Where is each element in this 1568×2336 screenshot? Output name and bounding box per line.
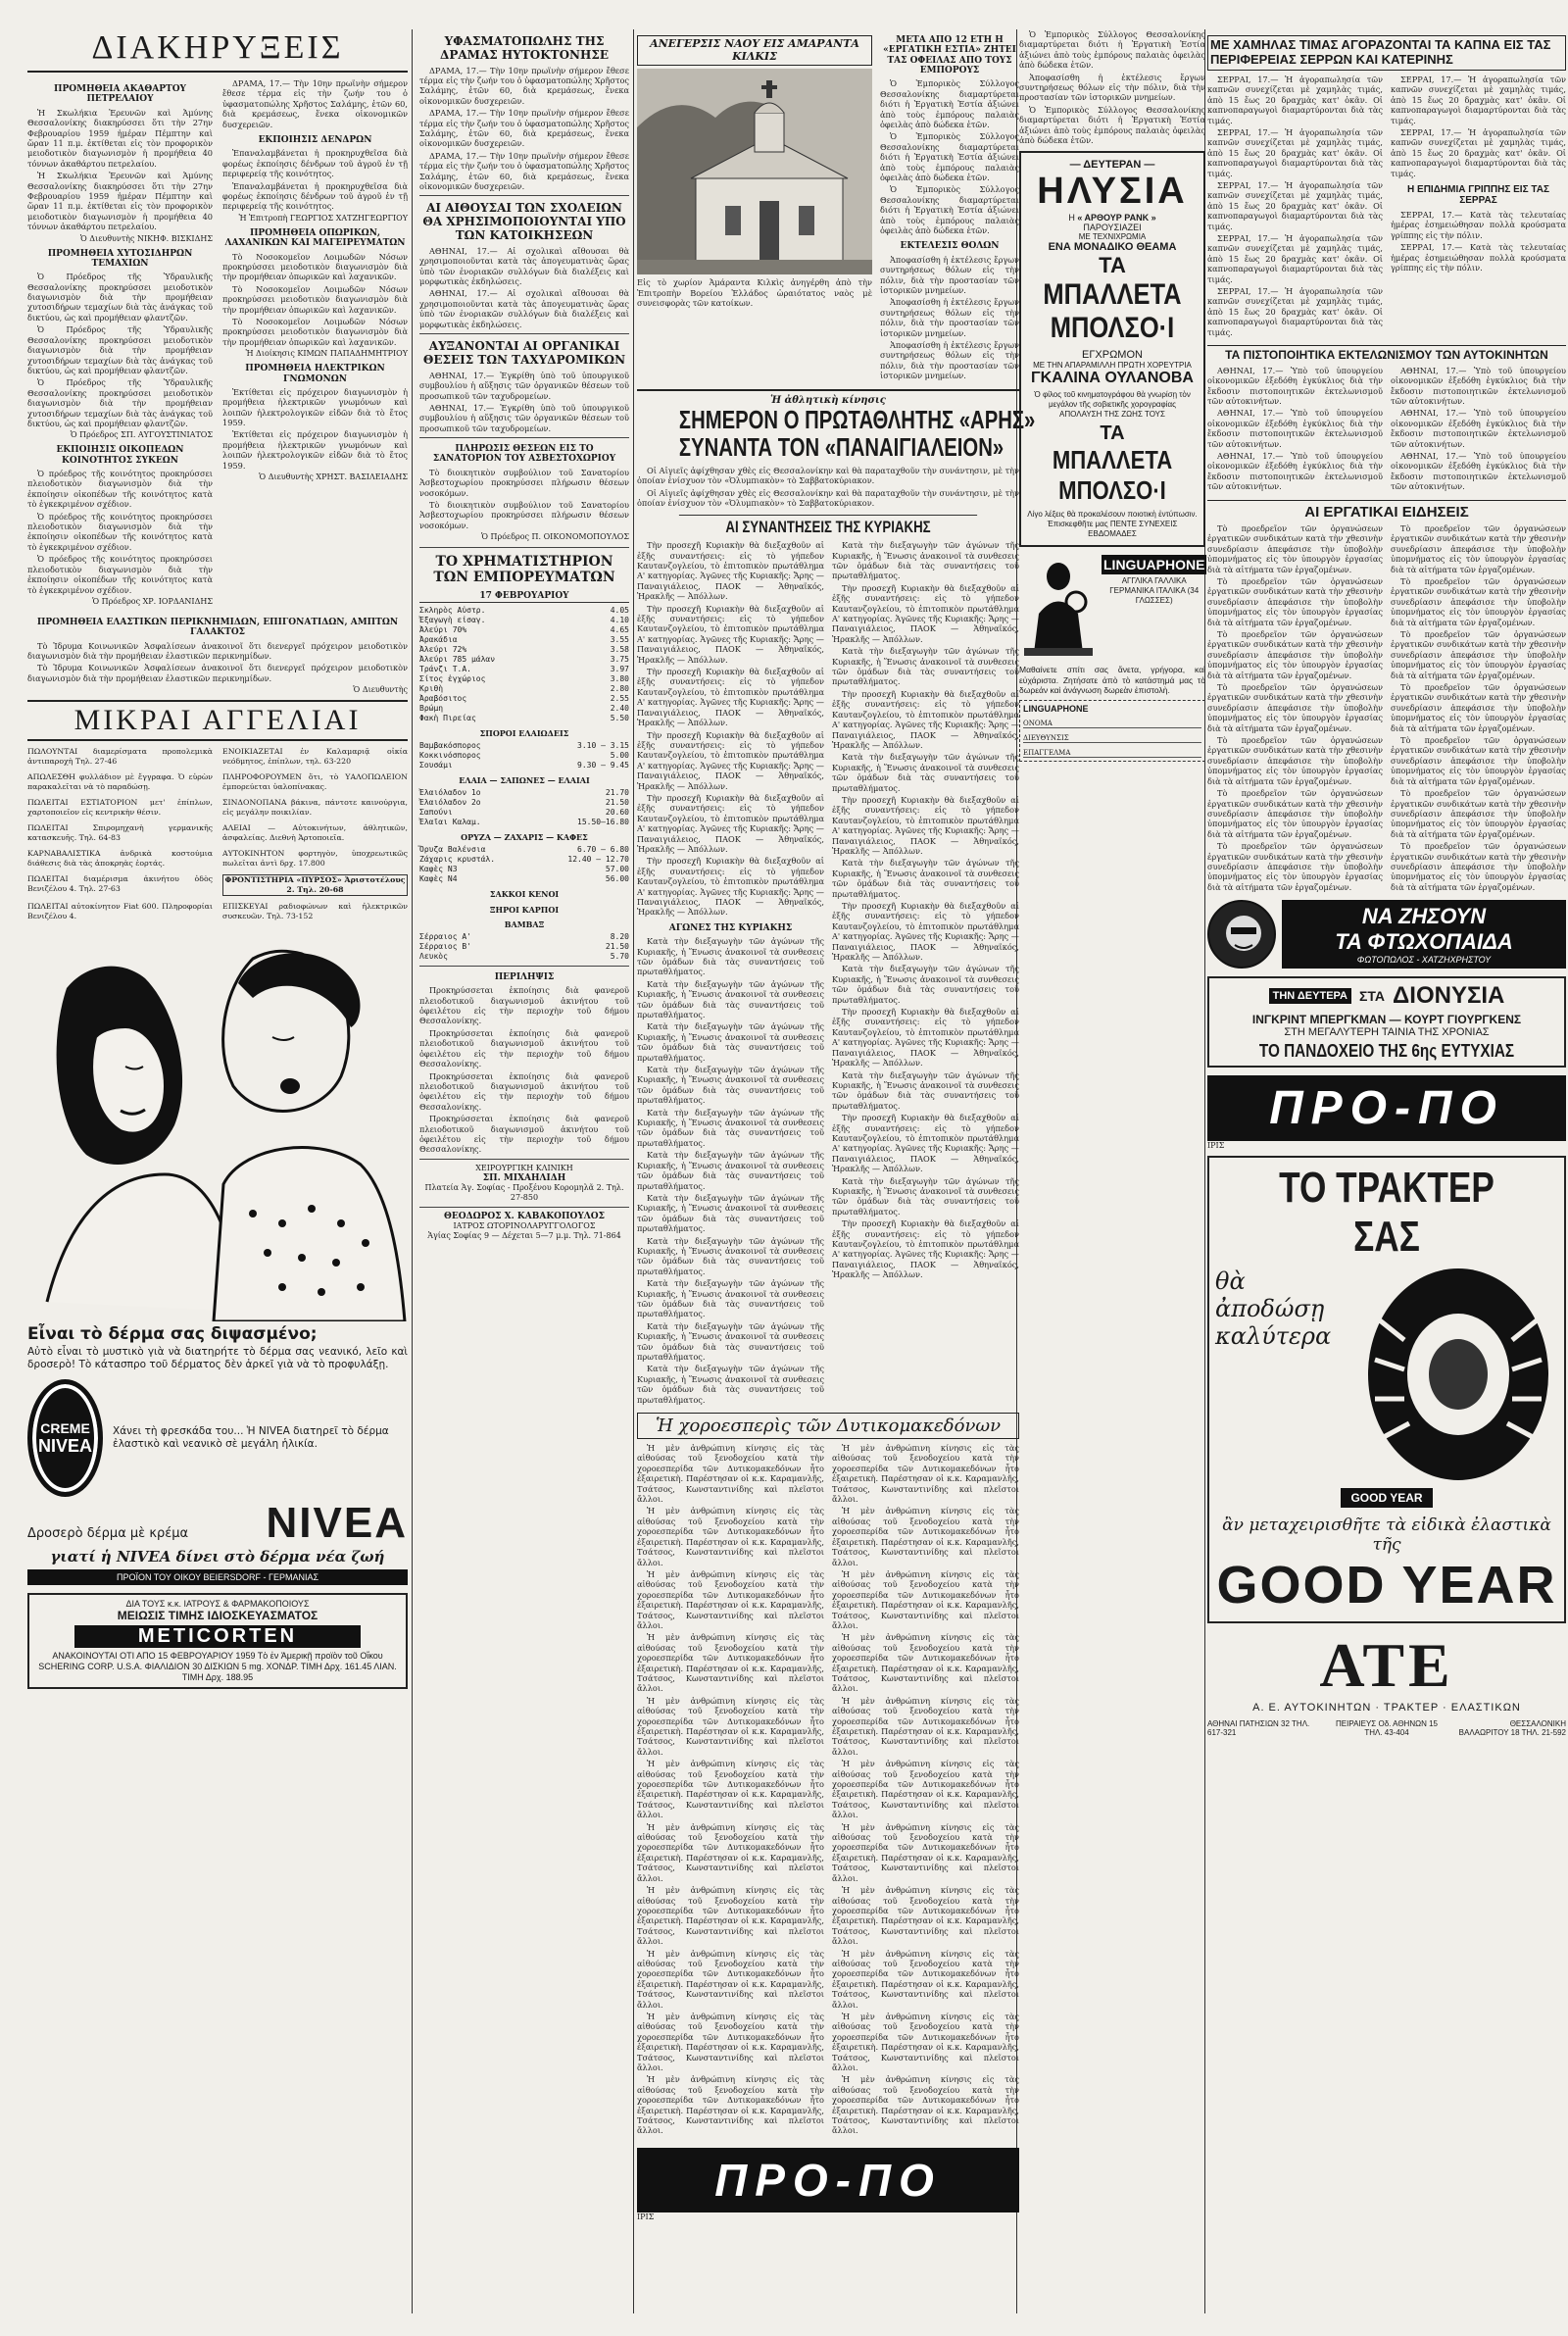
propo-banner: ΠΡΟ-ΠΟ	[1207, 1075, 1566, 1141]
market-row: Σκληρὸς Αὐστρ. 4.05	[419, 605, 629, 615]
market-row: Ἐλαιόλαδον 2ο 21.50	[419, 798, 629, 808]
notice-right	[222, 78, 408, 612]
coupon-field-address: ΔΙΕΥΘΥΝΣΙΣ	[1023, 734, 1201, 743]
ekt-title: ΕΚΤΕΛΕΣΙΣ ΘΟΛΩΝ	[900, 241, 1000, 252]
dance-title: Ἡ χοροεσπερὶς τῶν Δυτικομακεδόνων	[637, 1413, 1019, 1439]
classified-ad: ΠΩΛΕΙΤΑΙ διαμέρισμα ἀκινήτου ὁδὸς Βενιζέλου 4. Τηλ. 27-63	[27, 874, 213, 894]
goodyear-logo: GOOD YEAR	[1216, 1556, 1557, 1615]
church-photo	[637, 69, 872, 274]
market-row: Κριθὴ 2.80	[419, 683, 629, 693]
notice-body: Ὁ Πρόεδρος τῆς Ὑδραυλικῆς Θεσσαλονίκης προκηρύσσει μειοδοτικὸν διαγωνισμὸν διὰ τὴν προμήθειαν χυτοσιδήρων τεμαχίων διὰ τὰς ἀνάγκας τοῦ δικτύου, ὡς καὶ προμήθειαν φλαντζῶν. Ὁ Πρόεδρος τῆς Ὑδραυλικῆς Θεσσαλονίκης προκηρύσσει μειοδοτικὸν διαγωνισμὸν διὰ τὴν προμήθειαν χυτοσιδήρων τεμαχίων διὰ τὰς ἀνάγκας τοῦ δικτύου, ὡς καὶ προμήθειαν φλαντζῶν. Ὁ Πρόεδρος τῆς Ὑδραυλικῆς Θεσσαλονίκης προκηρύσσει μειοδοτικὸν διαγωνισμὸν διὰ τὴν προμήθειαν χυτοσιδήρων τεμαχίων διὰ τὰς ἀνάγκας τοῦ δικτύου, ὡς καὶ προμήθειαν φλαντζῶν.	[27, 272, 213, 428]
notice-signature: Ὁ Διευθυντὴς	[353, 685, 408, 695]
nivea-body: Αὐτὸ εἶναι τὸ μυστικὸ γιὰ νὰ διατηρήτε τὸ δέρμα σας νεανικό, λεῖο καὶ δροσερὸ! Τὸ κάτασπρο τοῦ δέρματος δὲν ἀρκεῖ γιὰ νὰ τὸ προφυλάξῃ.	[27, 1346, 408, 1371]
linguaphone-ad: LINGUAPHONE ΑΓΓΛΙΚΑ ΓΑΛΛΙΚΑ ΓΕΡΜΑΝΙΚΑ ΙΤΑΛΙΚΑ (34 ΓΛΩΣΣΕΣ)	[1019, 555, 1205, 663]
classified-ad: ΠΛΗΡΟΦΟΡΟΥΜΕΝ ὅτι, τὸ ΥΑΛΟΠΩΛΕΙΟΝ ἐμπορεύεται ὑαλοπίνακας.	[222, 772, 408, 792]
market-title: ΤΟ ΧΡΗΜΑΤΙΣΤΗΡΙΟΝ ΤΩΝ ΕΜΠΟΡΕΥΜΑΤΩΝ	[433, 554, 615, 586]
market-row: Φακὴ Πιρείας 5.50	[419, 713, 629, 722]
tractor-tire-icon	[1358, 1262, 1558, 1487]
notice-title: ΠΡΟΜΗΘΕΙΑ ΕΛΑΣΤΙΚΩΝ ΠΕΡΙΚΝΗΜΙΔΩΝ, ΕΠΙΓΟΝΑΤΙΔΩΝ, ΑΜΠΤΩΝ ΓΑΛΑΚΤΟΣ	[36, 617, 399, 638]
market-table	[419, 845, 629, 884]
market-row: Σέρραιος Β' 21.50	[419, 941, 629, 951]
dance-grid: Ἡ μὲν ἀνθρώπινη κίνησις εἰς τὰς αἰθούσας τοῦ ξενοδοχείου κατὰ τὴν χοροεσπερίδα τῶν Δυτικομακεδόνων ἦτο ἐξαιρετικὴ. Παρέστησαν οἱ κ.κ. Καραμανλῆς, Τσάτσος, Κωνσταντινίδης καὶ πλεῖστοι ἄλλοι. Ἡ μὲν ἀνθρώπινη κίνησις εἰς τὰς αἰθούσας τοῦ ξενοδοχείου κατὰ τὴν χοροεσπερίδα τῶν Δυτικομακεδόνων ἦτο ἐξαιρετικὴ. Παρέστησαν οἱ κ.κ. Καραμανλῆς, Τσάτσος, Κωνσταντινίδης καὶ πλεῖστοι ἄλλοι. Ἡ μὲν ἀνθρώπινη κίνησις εἰς τὰς αἰθούσας τοῦ ξενοδοχείου κατὰ τὴν χοροεσπερίδα τῶν Δυτικομακεδόνων ἦτο ἐξαιρετικὴ. Παρέστησαν οἱ κ.κ. Καραμανλῆς, Τσάτσος, Κωνσταντινίδης καὶ πλεῖστοι ἄλλοι. Ἡ μὲν ἀνθρώπινη κίνησις εἰς τὰς αἰθούσας τοῦ ξενοδοχείου κατὰ τὴν χοροεσπερίδα τῶν Δυτικομακεδόνων ἦτο ἐξαιρετικὴ. Παρέστησαν οἱ κ.κ. Καραμανλῆς, Τσάτσος, Κωνσταντινίδης καὶ πλεῖστοι ἄλλοι. Ἡ μὲν ἀνθρώπινη κίνησις εἰς τὰς αἰθούσας τοῦ ξενοδοχείου κατὰ τὴν χοροεσπερίδα τῶν Δυτικομακεδόνων ἦτο ἐξαιρετικὴ. Παρέστησαν οἱ κ.κ. Καραμανλῆς, Τσάτσος, Κωνσταντινίδης καὶ πλεῖστοι ἄλλοι. Ἡ μὲν ἀνθρώπινη κίνησις εἰς τὰς αἰθούσας τοῦ ξενοδοχείου κατὰ τὴν χοροεσπερίδα τῶν Δυτικομακεδόνων ἦτο ἐξαιρετικὴ. Παρέστησαν οἱ κ.κ. Καραμανλῆς, Τσάτσος, Κωνσταντινίδης καὶ πλεῖστοι ἄλλοι. Ἡ μὲν ἀνθρώπινη κίνησις εἰς τὰς αἰθούσας τοῦ ξενοδοχείου κατὰ τὴν χοροεσπερίδα τῶν Δυτικομακεδόνων ἦτο ἐξαιρετικὴ. Παρέστησαν οἱ κ.κ. Καραμανλῆς, Τσάτσος, Κωνσταντινίδης καὶ πλεῖστοι ἄλλοι. Ἡ μὲν ἀνθρώπινη κίνησις εἰς τὰς αἰθούσας τοῦ ξενοδοχείου κατὰ τὴν χοροεσπερίδα τῶν Δυτικομακεδόνων ἦτο ἐξαιρετικὴ. Παρέστησαν οἱ κ.κ. Καραμανλῆς, Τσάτσος, Κωνσταντινίδης καὶ πλεῖστοι ἄλλοι. Ἡ μὲν ἀνθρώπινη κίνησις εἰς τὰς αἰθούσας τοῦ ξενοδοχείου κατὰ τὴν χοροεσπερίδα τῶν Δυτικομακεδόνων ἦτο ἐξαιρετικὴ. Παρέστησαν οἱ κ.κ. Καραμανλῆς, Τσάτσος, Κωνσταντινίδης καὶ πλεῖστοι ἄλλοι. Ἡ μὲν ἀνθρώπινη κίνησις εἰς τὰς αἰθούσας τοῦ ξενοδοχείου κατὰ τὴν χοροεσπερίδα τῶν Δυτικομακεδόνων ἦτο ἐξαιρετικὴ. Παρέστησαν οἱ κ.κ. Καραμανλῆς, Τσάτσος, Κωνσταντινίδης καὶ πλεῖστοι ἄλλοι. Ἡ μὲν ἀνθρώπινη κίνησις εἰς τὰς αἰθούσας τοῦ ξενοδοχείου κατὰ τὴν χοροεσπερίδα τῶν Δυτικομακεδόνων ἦτο ἐξαιρετικὴ. Παρέστησαν οἱ κ.κ. Καραμανλῆς, Τσάτσος, Κωνσταντινίδης καὶ πλεῖστοι ἄλλοι. Ἡ μὲν ἀνθρώπινη κίνησις εἰς τὰς αἰθούσας τοῦ ξενοδοχείου κατὰ τὴν χοροεσπερίδα τῶν Δυτικομακεδόνων ἦτο ἐξαιρετικὴ. Παρέστησαν οἱ κ.κ. Καραμανλῆς, Τσάτσος, Κωνσταντινίδης καὶ πλεῖστοι ἄλλοι. Ἡ μὲν ἀνθρώπινη κίνησις εἰς τὰς αἰθούσας τοῦ ξενοδοχείου κατὰ τὴν χοροεσπερίδα τῶν Δυτικομακεδόνων ἦτο ἐξαιρετικὴ. Παρέστησαν οἱ κ.κ. Καραμανλῆς, Τσάτσος, Κωνσταντινίδης καὶ πλεῖστοι ἄλλοι. Ἡ μὲν ἀνθρώπινη κίνησις εἰς τὰς αἰθούσας τοῦ ξενοδοχείου κατὰ τὴν χοροεσπερίδα τῶν Δυτικομακεδόνων ἦτο ἐξαιρετικὴ. Παρέστησαν οἱ κ.κ. Καραμανλῆς, Τσάτσος, Κωνσταντινίδης καὶ πλεῖστοι ἄλλοι. Ἡ μὲν ἀνθρώπινη κίνησις εἰς τὰς αἰθούσας τοῦ ξενοδοχείου κατὰ τὴν χοροεσπερίδα τῶν Δυτικομακεδόνων ἦτο ἐξαιρετικὴ. Παρέστησαν οἱ κ.κ. Καραμανλῆς, Τσάτσος, Κωνσταντινίδης καὶ πλεῖστοι ἄλλοι. Ἡ μὲν ἀνθρώπινη κίνησις εἰς τὰς αἰθούσας τοῦ ξενοδοχείου κατὰ τὴν χοροεσπερίδα τῶν Δυτικομακεδόνων ἦτο ἐξαιρετικὴ. Παρέστησαν οἱ κ.κ. Καραμανλῆς, Τσάτσος, Κωνσταντινίδης καὶ πλεῖστοι ἄλλοι. Ἡ μὲν ἀνθρώπινη κίνησις εἰς τὰς αἰθούσας τοῦ ξενοδοχείου κατὰ τὴν χοροεσπερίδα τῶν Δυτικομακεδόνων ἦτο ἐξαιρετικὴ. Παρέστησαν οἱ κ.κ. Καραμανλῆς, Τσάτσος, Κωνσταντινίδης καὶ πλεῖστοι ἄλλοι. Ἡ μὲν ἀνθρώπινη κίνησις εἰς τὰς αἰθούσας τοῦ ξενοδοχείου κατὰ τὴν χοροεσπερίδα τῶν Δυτικομακεδόνων ἦτο ἐξαιρετικὴ. Παρέστησαν οἱ κ.κ. Καραμανλῆς, Τσάτσος, Κωνσταντινίδης καὶ πλεῖστοι ἄλλοι. Ἡ μὲν ἀνθρώπινη κίνησις εἰς τὰς αἰθούσας τοῦ ξενοδοχείου κατὰ τὴν χοροεσπερίδα τῶν Δυτικομακεδόνων ἦτο ἐξαιρετικὴ. Παρέστησαν οἱ κ.κ. Καραμανλῆς, Τσάτσος, Κωνσταντινίδης καὶ πλεῖστοι ἄλλοι. Ἡ μὲν ἀνθρώπινη κίνησις εἰς τὰς αἰθούσας τοῦ ξενοδοχείου κατὰ τὴν χοροεσπερίδα τῶν Δυτικομακεδόνων ἦτο ἐξαιρετικὴ. Παρέστησαν οἱ κ.κ. Καραμανλῆς, Τσάτσος, Κωνσταντινίδης καὶ πλεῖστοι ἄλλοι. Ἡ μὲν ἀνθρώπινη κίνησις εἰς τὰς αἰθούσας τοῦ ξενοδοχείου κατὰ τὴν χοροεσπερίδα τῶν Δυτικομακεδόνων ἦτο ἐξαιρετικὴ. Παρέστησαν οἱ κ.κ. Καραμανλῆς, Τσάτσος, Κωνσταντινίδης καὶ πλεῖστοι ἄλλοι. Ἡ μὲν ἀνθρώπινη κίνησις εἰς τὰς αἰθούσας τοῦ ξενοδοχείου κατὰ τὴν χοροεσπερίδα τῶν Δυτικομακεδόνων ἦτο ἐξαιρετικὴ. Παρέστησαν οἱ κ.κ. Καραμανλῆς, Τσάτσος, Κωνσταντινίδης καὶ πλεῖστοι ἄλλοι.	[637, 1443, 1019, 2136]
coupon-field-name: ΟΝΟΜΑ	[1023, 720, 1201, 728]
market-row: Κοκκινόσπορος 5.00	[419, 750, 629, 760]
notice-signature: Ὁ Πρόεδρος ΣΠ. ΑΥΓΟΥΣΤΙΝΙΑΤΟΣ	[70, 430, 213, 440]
market-row: Καφὲς Ν3 57.00	[419, 865, 629, 874]
article-title: ΠΛΗΡΩΣΙΣ ΘΕΣΕΩΝ ΕΙΣ ΤΟ ΣΑΝΑΤΟΡΙΟΝ ΤΟΥ ΑΣΒΕΣΤΟΧΩΡΙΟΥ	[432, 444, 616, 465]
church-caption: Εἰς τὸ χωρίον Ἀμάραντα Κιλκὶς ἀνηγέρθη ἀπὸ τὴν Ἐπιτροπὴν Βορείου Ἑλλάδος ὡραιότατος ναὸς μὲ συνεισφορὰς τῶν κατοίκων.	[637, 277, 872, 309]
ate-offices: ΑΘΗΝΑΙ ΠΑΤΗΣΙΩΝ 32 ΤΗΛ. 617-321 ΠΕΙΡΑΙΕΥΣ Οδ. ΑΘΗΝΩΝ 15 ΤΗΛ. 43-404 ΘΕΣΣΑΛΟΝΙΚΗ ΒΑΛΑΩΡΙΤΟΥ 18 ΤΗΛ. 21-592	[1207, 1719, 1566, 1738]
section-header-classifieds: ΜΙΚΡΑΙ ΑΓΓΕΛΙΑΙ	[27, 700, 408, 741]
classified-ad: ΣΙΝΔΟΝΟΠΑΝΑ βάκινα, πάντοτε καινούργια, εἰς μεγάλην ποικιλίαν.	[222, 798, 408, 818]
ilysia-ad: — ΔΕΥΤΕΡΑΝ — ΗΛΥΣΙΑ Η « ΑΡΘΟΥΡ ΡΑΝΚ » ΠΑΡΟΥΣΙΑΖΕΙ ΜΕ ΤΕΧΝΙΧΡΩΜΙΑ ΕΝΑ ΜΟΝΑΔΙΚΟ ΘΕΑΜΑ ΤΑ ΜΠΑΛΛΕΤΑ ΜΠΟΛΣΟ·Ι ΕΓΧΡΩΜΟΝ ΜΕ ΤΗΝ ΑΠΑΡΑΜΙΛΛΗ ΠΡΩΤΗ ΧΟΡΕΥΤΡΙΑ ΓΚΑΛΙΝΑ ΟΥΛΑΝΟΒΑ Ὁ φίλος τοῦ κινηματογράφου θὰ γνωρίσῃ τὸν μεγάλον τῆς σοβιετικῆς χορογραφίας ΑΠΟΛΑΥΣΗ ΤΗΣ ΖΩΗΣ ΤΟΥΣ ΤΑ ΜΠΑΛΛΕΤΑ ΜΠΟΛΣΟ·Ι Λίγο λέξεις θὰ προκαλέσουν ποιοτικὴ ἐντύπωσιν. Ἐπισκεφθῆτε μας ΠΕΝΤΕ ΣΥΝΕΧΕΙΣ ΕΒΔΟΜΑΔΕΣ	[1019, 151, 1205, 547]
market-row: Ἐλαιόλαδον 1ο 21.70	[419, 788, 629, 798]
classified-ad: ΑΛΕΙΑΙ — Αὐτοκινήτων, ἀθλητικῶν, ἀσφαλείας. Διεθνὴ Ἀρτοποιεῖα.	[222, 823, 408, 843]
church-article	[637, 29, 872, 383]
nivea-logo: NIVEA	[266, 1499, 408, 1548]
article-body: Προκηρύσσεται ἐκποίησις διὰ φανεροῦ πλειοδοτικοῦ διαγωνισμοῦ ἀκινήτου τοῦ ὀφειλέτου εἰς τὴν περιοχὴν τοῦ δήμου Θεσσαλονίκης. Προκηρύσσεται ἐκποίησις διὰ φανεροῦ πλειοδοτικοῦ διαγωνισμοῦ ἀκινήτου τοῦ ὀφειλέτου εἰς τὴν περιοχὴν τοῦ δήμου Θεσσαλονίκης. Προκηρύσσεται ἐκποίησις διὰ φανεροῦ πλειοδοτικοῦ διαγωνισμοῦ ἀκινήτου τοῦ ὀφειλέτου εἰς τὴν περιοχὴν τοῦ δήμου Θεσσαλονίκης. Προκηρύσσεται ἐκποίησις διὰ φανεροῦ πλειοδοτικοῦ διαγωνισμοῦ ἀκινήτου τοῦ ὀφειλέτου εἰς τὴν περιοχὴν τοῦ δήμου Θεσσαλονίκης.	[419, 985, 629, 1155]
nivea-jar-icon: CREME NIVEA	[27, 1379, 103, 1497]
classified-ad: ΚΑΡΝΑΒΑΛΙΣΤΙΚΑ ἀνδρικὰ κοστούμια διάθεσις διὰ τὰς ἀποκρηὰς ἑορτάς.	[27, 849, 213, 869]
ilysia-cinema-name: ΗΛΥΣΙΑ	[1037, 171, 1188, 213]
nivea-badge-row	[27, 1379, 408, 1497]
notice-signature: Ἡ Διοίκησις ΚΙΜΩΝ ΠΑΠΑΔΗΜΗΤΡΙΟΥ	[245, 349, 408, 359]
market-row: Ἐλαῖαι Καλαμ. 15.50—16.80	[419, 818, 629, 827]
meticorten-logo: METICORTEN	[74, 1625, 361, 1648]
classified-ad: ΦΡΟΝΤΙΣΤΗΡΙΑ «ΠΥΡΣΟΣ» Ἀριστοτέλους 2. Τηλ. 20-68	[222, 874, 408, 896]
meticorten-ad: ΔΙΑ ΤΟΥΣ κ.κ. ΙΑΤΡΟΥΣ & ΦΑΡΜΑΚΟΠΟΙΟΥΣ ΜΕΙΩΣΙΣ ΤΙΜΗΣ ΙΔΙΟΣΚΕΥΑΣΜΑΤΟΣ METICORTEN ΑΝΑΚΟΙΝΟΥΤΑΙ ΟΤΙ ΑΠΟ 15 ΦΕΒΡΟΥΑΡΙΟΥ 1959 Τὸ ἐν Ἀμερικῇ προϊὸν τοῦ Οἴκου SCHERING CORP. U.S.A. ΦΙΑΛΙΔΙΟΝ 30 ΔΙΣΚΙΩΝ 5 mg. ΧΟΝΔΡ. ΤΙΜΗ Δρχ. 161.45 ΛΙΑΝ. ΤΙΜΗ Δρχ. 188.95	[27, 1593, 408, 1689]
article-title: ΥΦΑΣΜΑΤΟΠΩΛΗΣ ΤΗΣ ΔΡΑΜΑΣ ΗΥΤΟΚΤΟΝΗΣΕ	[440, 34, 609, 62]
sport-tag: Ἡ ἀθλητικὴ κίνησις	[770, 394, 886, 406]
women-drawing	[27, 929, 408, 1321]
notice-title: ΠΡΟΜΗΘΕΙΑ ΗΛΕΚΤΡΙΚΩΝ ΓΝΩΜΟΝΩΝ	[245, 364, 385, 384]
nivea-slogan: Δροσερὸ δέρμα μὲ κρέμα NIVEA	[27, 1499, 408, 1548]
market-row: Ἀραβόσιτος 2.55	[419, 693, 629, 703]
clinic-ad: ΧΕΙΡΟΥΡΓΙΚΗ ΚΛΙΝΙΚΗ ΣΠ. ΜΙΧΑΗΛΙΔΗ Πλατεία Ἁγ. Σοφίας - Προξένου Κορομηλᾶ 2. Τηλ. 27-850	[424, 1163, 624, 1202]
market-row: Ζάχαρις κρυστάλ. 12.40 — 12.70	[419, 855, 629, 865]
sport-grid: Τὴν προσεχῆ Κυριακὴν θὰ διεξαχθοῦν αἱ ἑξῆς συναντήσεις: εἰς τὸ γήπεδον Καυτανζογλείου, τὸ ἐπιτοπικὸν πρωτάθλημα Α' κατηγορίας. Ἀγῶνες τῆς Κυριακῆς: Ἄρης — Παναιγιάλειος, ΠΑΟΚ — Ἀθηναϊκός, Ἠρακλῆς — Ἀπόλλων. Τὴν προσεχῆ Κυριακὴν θὰ διεξαχθοῦν αἱ ἑξῆς συναντήσεις: εἰς τὸ γήπεδον Καυτανζογλείου, τὸ ἐπιτοπικὸν πρωτάθλημα Α' κατηγορίας. Ἀγῶνες τῆς Κυριακῆς: Ἄρης — Παναιγιάλειος, ΠΑΟΚ — Ἀθηναϊκός, Ἠρακλῆς — Ἀπόλλων. Τὴν προσεχῆ Κυριακὴν θὰ διεξαχθοῦν αἱ ἑξῆς συναντήσεις: εἰς τὸ γήπεδον Καυτανζογλείου, τὸ ἐπιτοπικὸν πρωτάθλημα Α' κατηγορίας. Ἀγῶνες τῆς Κυριακῆς: Ἄρης — Παναιγιάλειος, ΠΑΟΚ — Ἀθηναϊκός, Ἠρακλῆς — Ἀπόλλων. Τὴν προσεχῆ Κυριακὴν θὰ διεξαχθοῦν αἱ ἑξῆς συναντήσεις: εἰς τὸ γήπεδον Καυτανζογλείου, τὸ ἐπιτοπικὸν πρωτάθλημα Α' κατηγορίας. Ἀγῶνες τῆς Κυριακῆς: Ἄρης — Παναιγιάλειος, ΠΑΟΚ — Ἀθηναϊκός, Ἠρακλῆς — Ἀπόλλων. Τὴν προσεχῆ Κυριακὴν θὰ διεξαχθοῦν αἱ ἑξῆς συναντήσεις: εἰς τὸ γήπεδον Καυτανζογλείου, τὸ ἐπιτοπικὸν πρωτάθλημα Α' κατηγορίας. Ἀγῶνες τῆς Κυριακῆς: Ἄρης — Παναιγιάλειος, ΠΑΟΚ — Ἀθηναϊκός, Ἠρακλῆς — Ἀπόλλων. Τὴν προσεχῆ Κυριακὴν θὰ διεξαχθοῦν αἱ ἑξῆς συναντήσεις: εἰς τὸ γήπεδον Καυτανζογλείου, τὸ ἐπιτοπικὸν πρωτάθλημα Α' κατηγορίας. Ἀγῶνες τῆς Κυριακῆς: Ἄρης — Παναιγιάλειος, ΠΑΟΚ — Ἀθηναϊκός, Ἠρακλῆς — Ἀπόλλων. ΑΓΩΝΕΣ ΤΗΣ ΚΥΡΙΑΚΗΣ Κατὰ τὴν διεξαγωγὴν τῶν ἀγώνων τῆς Κυριακῆς, ἡ Ἕνωσις ἀνακοινοῖ τὰ συνθεσεις τῶν ὁμάδων διὰ τὰς συναντήσεις τοῦ πρωταθλήματος. Κατὰ τὴν διεξαγωγὴν τῶν ἀγώνων τῆς Κυριακῆς, ἡ Ἕνωσις ἀνακοινοῖ τὰ συνθεσεις τῶν ὁμάδων διὰ τὰς συναντήσεις τοῦ πρωταθλήματος. Κατὰ τὴν διεξαγωγὴν τῶν ἀγώνων τῆς Κυριακῆς, ἡ Ἕνωσις ἀνακοινοῖ τὰ συνθεσεις τῶν ὁμάδων διὰ τὰς συναντήσεις τοῦ πρωταθλήματος. Κατὰ τὴν διεξαγωγὴν τῶν ἀγώνων τῆς Κυριακῆς, ἡ Ἕνωσις ἀνακοινοῖ τὰ συνθεσεις τῶν ὁμάδων διὰ τὰς συναντήσεις τοῦ πρωταθλήματος. Κατὰ τὴν διεξαγωγὴν τῶν ἀγώνων τῆς Κυριακῆς, ἡ Ἕνωσις ἀνακοινοῖ τὰ συνθεσεις τῶν ὁμάδων διὰ τὰς συναντήσεις τοῦ πρωταθλήματος. Κατὰ τὴν διεξαγωγὴν τῶν ἀγώνων τῆς Κυριακῆς, ἡ Ἕνωσις ἀνακοινοῖ τὰ συνθεσεις τῶν ὁμάδων διὰ τὰς συναντήσεις τοῦ πρωταθλήματος. Κατὰ τὴν διεξαγωγὴν τῶν ἀγώνων τῆς Κυριακῆς, ἡ Ἕνωσις ἀνακοινοῖ τὰ συνθεσεις τῶν ὁμάδων διὰ τὰς συναντήσεις τοῦ πρωταθλήματος. Κατὰ τὴν διεξαγωγὴν τῶν ἀγώνων τῆς Κυριακῆς, ἡ Ἕνωσις ἀνακοινοῖ τὰ συνθεσεις τῶν ὁμάδων διὰ τὰς συναντήσεις τοῦ πρωταθλήματος. Κατὰ τὴν διεξαγωγὴν τῶν ἀγώνων τῆς Κυριακῆς, ἡ Ἕνωσις ἀνακοινοῖ τὰ συνθεσεις τῶν ὁμάδων διὰ τὰς συναντήσεις τοῦ πρωταθλήματος. Κατὰ τὴν διεξαγωγὴν τῶν ἀγώνων τῆς Κυριακῆς, ἡ Ἕνωσις ἀνακοινοῖ τὰ συνθεσεις τῶν ὁμάδων διὰ τὰς συναντήσεις τοῦ πρωταθλήματος. Κατὰ τὴν διεξαγωγὴν τῶν ἀγώνων τῆς Κυριακῆς, ἡ Ἕνωσις ἀνακοινοῖ τὰ συνθεσεις τῶν ὁμάδων διὰ τὰς συναντήσεις τοῦ πρωταθλήματος. Κατὰ τὴν διεξαγωγὴν τῶν ἀγώνων τῆς Κυριακῆς, ἡ Ἕνωσις ἀνακοινοῖ τὰ συνθεσεις τῶν ὁμάδων διὰ τὰς συναντήσεις τοῦ πρωταθλήματος. Τὴν προσεχῆ Κυριακὴν θὰ διεξαχθοῦν αἱ ἑξῆς συναντήσεις: εἰς τὸ γήπεδον Καυτανζογλείου, τὸ ἐπιτοπικὸν πρωτάθλημα Α' κατηγορίας. Ἀγῶνες τῆς Κυριακῆς: Ἄρης — Παναιγιάλειος, ΠΑΟΚ — Ἀθηναϊκός, Ἠρακλῆς — Ἀπόλλων. Κατὰ τὴν διεξαγωγὴν τῶν ἀγώνων τῆς Κυριακῆς, ἡ Ἕνωσις ἀνακοινοῖ τὰ συνθεσεις τῶν ὁμάδων διὰ τὰς συναντήσεις τοῦ πρωταθλήματος. Τὴν προσεχῆ Κυριακὴν θὰ διεξαχθοῦν αἱ ἑξῆς συναντήσεις: εἰς τὸ γήπεδον Καυτανζογλείου, τὸ ἐπιτοπικὸν πρωτάθλημα Α' κατηγορίας. Ἀγῶνες τῆς Κυριακῆς: Ἄρης — Παναιγιάλειος, ΠΑΟΚ — Ἀθηναϊκός, Ἠρακλῆς — Ἀπόλλων. Κατὰ τὴν διεξαγωγὴν τῶν ἀγώνων τῆς Κυριακῆς, ἡ Ἕνωσις ἀνακοινοῖ τὰ συνθεσεις τῶν ὁμάδων διὰ τὰς συναντήσεις τοῦ πρωταθλήματος. Τὴν προσεχῆ Κυριακὴν θὰ διεξαχθοῦν αἱ ἑξῆς συναντήσεις: εἰς τὸ γήπεδον Καυτανζογλείου, τὸ ἐπιτοπικὸν πρωτάθλημα Α' κατηγορίας. Ἀγῶνες τῆς Κυριακῆς: Ἄρης — Παναιγιάλειος, ΠΑΟΚ — Ἀθηναϊκός, Ἠρακλῆς — Ἀπόλλων. Κατὰ τὴν διεξαγωγὴν τῶν ἀγώνων τῆς Κυριακῆς, ἡ Ἕνωσις ἀνακοινοῖ τὰ συνθεσεις τῶν ὁμάδων διὰ τὰς συναντήσεις τοῦ πρωταθλήματος. Τὴν προσεχῆ Κυριακὴν θὰ διεξαχθοῦν αἱ ἑξῆς συναντήσεις: εἰς τὸ γήπεδον Καυτανζογλείου, τὸ ἐπιτοπικὸν πρωτάθλημα Α' κατηγορίας. Ἀγῶνες τῆς Κυριακῆς: Ἄρης — Παναιγιάλειος, ΠΑΟΚ — Ἀθηναϊκός, Ἠρακλῆς — Ἀπόλλων. Κατὰ τὴν διεξαγωγὴν τῶν ἀγώνων τῆς Κυριακῆς, ἡ Ἕνωσις ἀνακοινοῖ τὰ συνθεσεις τῶν ὁμάδων διὰ τὰς συναντήσεις τοῦ πρωταθλήματος. Τὴν προσεχῆ Κυριακὴν θὰ διεξαχθοῦν αἱ ἑξῆς συναντήσεις: εἰς τὸ γήπεδον Καυτανζογλείου, τὸ ἐπιτοπικὸν πρωτάθλημα Α' κατηγορίας. Ἀγῶνες τῆς Κυριακῆς: Ἄρης — Παναιγιάλειος, ΠΑΟΚ — Ἀθηναϊκός, Ἠρακλῆς — Ἀπόλλων. Κατὰ τὴν διεξαγωγὴν τῶν ἀγώνων τῆς Κυριακῆς, ἡ Ἕνωσις ἀνακοινοῖ τὰ συνθεσεις τῶν ὁμάδων διὰ τὰς συναντήσεις τοῦ πρωταθλήματος. Τὴν προσεχῆ Κυριακὴν θὰ διεξαχθοῦν αἱ ἑξῆς συναντήσεις: εἰς τὸ γήπεδον Καυτανζογλείου, τὸ ἐπιτοπικὸν πρωτάθλημα Α' κατηγορίας. Ἀγῶνες τῆς Κυριακῆς: Ἄρης — Παναιγιάλειος, ΠΑΟΚ — Ἀθηναϊκός, Ἠρακλῆς — Ἀπόλλων. Κατὰ τὴν διεξαγωγὴν τῶν ἀγώνων τῆς Κυριακῆς, ἡ Ἕνωσις ἀνακοινοῖ τὰ συνθεσεις τῶν ὁμάδων διὰ τὰς συναντήσεις τοῦ πρωταθλήματος. Τὴν προσεχῆ Κυριακὴν θὰ διεξαχθοῦν αἱ ἑξῆς συναντήσεις: εἰς τὸ γήπεδον Καυτανζογλείου, τὸ ἐπιτοπικὸν πρωτάθλημα Α' κατηγορίας. Ἀγῶνες τῆς Κυριακῆς: Ἄρης — Παναιγιάλειος, ΠΑΟΚ — Ἀθηναϊκός, Ἠρακλῆς — Ἀπόλλων.	[637, 540, 1019, 1405]
market-table	[419, 932, 629, 962]
classified-ad: ΠΩΛΕΙΤΑΙ Σπιρομηχανὴ γερμανικῆς κατασκευῆς. Τηλ. 64-83	[27, 823, 213, 843]
column-news-3: ΑΝΕΓΕΡΣΙΣ ΝΑΟΥ ΕΙΣ ΑΜΑΡΑΝΤΑ ΚΙΛΚΙΣ Εἰς τὸ χωρίον Ἀμάραντα Κιλκὶς ἀνηγέρθη ἀπὸ τὴν Ἐπιτροπὴν Βορείου Ἑλλάδος ὡραιότατος ναὸς μὲ συνεισφορὰς τῶν κατοίκων. ΜΕΤΑ ΑΠΟ 12 ΕΤΗ Η «ΕΡΓΑΤΙΚΗ ΕΣΤΙΑ» ΖΗΤΕΙ ΤΑΣ ΟΦΕΙΛΑΣ ΑΠΟ ΤΟΥΣ ΕΜΠΟΡΟΥΣ Ὁ Ἐμπορικὸς Σύλλογος Θεσσαλονίκης διαμαρτύρεται διότι ἡ Ἐργατικὴ Ἑστία ἀξιώνει ἀπὸ τοὺς ἐμπόρους παλαιὰς ὀφειλὰς ἀπὸ δώδεκα ἐτῶν. Ὁ Ἐμπορικὸς Σύλλογος Θεσσαλονίκης διαμαρτύρεται διότι ἡ Ἐργατικὴ Ἑστία ἀξιώνει ἀπὸ τοὺς ἐμπόρους παλαιὰς ὀφειλὰς ἀπὸ δώδεκα ἐτῶν. Ὁ Ἐμπορικὸς Σύλλογος Θεσσαλονίκης διαμαρτύρεται διότι ἡ Ἐργατικὴ Ἑστία ἀξιώνει ἀπὸ τοὺς ἐμπόρους παλαιὰς ὀφειλὰς ἀπὸ δώδεκα ἐτῶν. ΕΚΤΕΛΕΣΙΣ ΘΟΛΩΝ Ἀποφασίσθη ἡ ἐκτέλεσις ἔργων συντηρήσεως θόλων εἰς τὴν πόλιν, διὰ τὴν προστασίαν τῶν ἱστορικῶν μνημείων. Ἀποφασίσθη ἡ ἐκτέλεσις ἔργων συντηρήσεως θόλων εἰς τὴν πόλιν, διὰ τὴν προστασίαν τῶν ἱστορικῶν μνημείων. Ἀποφασίσθη ἡ ἐκτέλεσις ἔργων συντηρήσεως θόλων εἰς τὴν πόλιν, διὰ τὴν προστασίαν τῶν ἱστορικῶν μνημείων. Ἡ ἀθλητικὴ κίνησις ΣΗΜΕΡΟΝ Ο ΠΡΩΤΑΘΛΗΤΗΣ «ΑΡΗΣ» ΣΥΝΑΝΤΑ ΤΟΝ «ΠΑΝΑΙΓΙΑΛΕΙΟΝ» Οἱ Αἰγιεῖς ἀφίχθησαν χθὲς εἰς Θεσσαλονίκην καὶ θὰ παραταχθοῦν τὴν συνάντησιν, μὲ τὴν ὁποίαν ἐνίσχυον τὸν «Ὀλυμπιακὸν» τὸ Σαββατοκύριακον. Οἱ Αἰγιεῖς ἀφίχθησαν χθὲς εἰς Θεσσαλονίκην καὶ θὰ παραταχθοῦν τὴν συνάντησιν, μὲ τὴν ὁποίαν ἐνίσχυον τὸν «Ὀλυμπιακὸν» τὸ Σαββατοκύριακον. ΑΙ ΣΥΝΑΝΤΗΣΕΙΣ ΤΗΣ ΚΥΡΙΑΚΗΣ Τὴν προσεχῆ Κυριακὴν θὰ διεξαχθοῦν αἱ ἑξῆς συναντήσεις: εἰς τὸ γήπεδον Καυτανζογλείου, τὸ ἐπιτοπικὸν πρωτάθλημα Α' κατηγορίας. Ἀγῶνες τῆς Κυριακῆς: Ἄρης — Παναιγιάλειος, ΠΑΟΚ — Ἀθηναϊκός, Ἠρακλῆς — Ἀπόλλων. Τὴν προσεχῆ Κυριακὴν θὰ διεξαχθοῦν αἱ ἑξῆς συναντήσεις: εἰς τὸ γήπεδον Καυτανζογλείου, τὸ ἐπιτοπικὸν πρωτάθλημα Α' κατηγορίας. Ἀγῶνες τῆς Κυριακῆς: Ἄρης — Παναιγιάλειος, ΠΑΟΚ — Ἀθηναϊκός, Ἠρακλῆς — Ἀπόλλων. Τὴν προσεχῆ Κυριακὴν θὰ διεξαχθοῦν αἱ ἑξῆς συναντήσεις: εἰς τὸ γήπεδον Καυτανζογλείου, τὸ ἐπιτοπικὸν πρωτάθλημα Α' κατηγορίας. Ἀγῶνες τῆς Κυριακῆς: Ἄρης — Παναιγιάλειος, ΠΑΟΚ — Ἀθηναϊκός, Ἠρακλῆς — Ἀπόλλων. Τὴν προσεχῆ Κυριακὴν θὰ διεξαχθοῦν αἱ ἑξῆς συναντήσεις: εἰς τὸ γήπεδον Καυτανζογλείου, τὸ ἐπιτοπικὸν πρωτάθλημα Α' κατηγορίας. Ἀγῶνες τῆς Κυριακῆς: Ἄρης — Παναιγιάλειος, ΠΑΟΚ — Ἀθηναϊκός, Ἠρακλῆς — Ἀπόλλων. Τὴν προσεχῆ Κυριακὴν θὰ διεξαχθοῦν αἱ ἑξῆς συναντήσεις: εἰς τὸ γήπεδον Καυτανζογλείου, τὸ ἐπιτοπικὸν πρωτάθλημα Α' κατηγορίας. Ἀγῶνες τῆς Κυριακῆς: Ἄρης — Παναιγιάλειος, ΠΑΟΚ — Ἀθηναϊκός, Ἠρακλῆς — Ἀπόλλων. Τὴν προσεχῆ Κυριακὴν θὰ διεξαχθοῦν αἱ ἑξῆς συναντήσεις: εἰς τὸ γήπεδον Καυτανζογλείου, τὸ ἐπιτοπικὸν πρωτάθλημα Α' κατηγορίας. Ἀγῶνες τῆς Κυριακῆς: Ἄρης — Παναιγιάλειος, ΠΑΟΚ — Ἀθηναϊκός, Ἠρακλῆς — Ἀπόλλων. ΑΓΩΝΕΣ ΤΗΣ ΚΥΡΙΑΚΗΣ Κατὰ τὴν διεξαγωγὴν τῶν ἀγώνων τῆς Κυριακῆς, ἡ Ἕνωσις ἀνακοινοῖ τὰ συνθεσεις τῶν ὁμάδων διὰ τὰς συναντήσεις τοῦ πρωταθλήματος. Κατὰ τὴν διεξαγωγὴν τῶν ἀγώνων τῆς Κυριακῆς, ἡ Ἕνωσις ἀνακοινοῖ τὰ συνθεσεις τῶν ὁμάδων διὰ τὰς συναντήσεις τοῦ πρωταθλήματος. Κατὰ τὴν διεξαγωγὴν τῶν ἀγώνων τῆς Κυριακῆς, ἡ Ἕνωσις ἀνακοινοῖ τὰ συνθεσεις τῶν ὁμάδων διὰ τὰς συναντήσεις τοῦ πρωταθλήματος. Κατὰ τὴν διεξαγωγὴν τῶν ἀγώνων τῆς Κυριακῆς, ἡ Ἕνωσις ἀνακοινοῖ τὰ συνθεσεις τῶν ὁμάδων διὰ τὰς συναντήσεις τοῦ πρωταθλήματος. Κατὰ τὴν διεξαγωγὴν τῶν ἀγώνων τῆς Κυριακῆς, ἡ Ἕνωσις ἀνακοινοῖ τὰ συνθεσεις τῶν ὁμάδων διὰ τὰς συναντήσεις τοῦ πρωταθλήματος. Κατὰ τὴν διεξαγωγὴν τῶν ἀγώνων τῆς Κυριακῆς, ἡ Ἕνωσις ἀνακοινοῖ τὰ συνθεσεις τῶν ὁμάδων διὰ τὰς συναντήσεις τοῦ πρωταθλήματος. Κατὰ τὴν διεξαγωγὴν τῶν ἀγώνων τῆς Κυριακῆς, ἡ Ἕνωσις ἀνακοινοῖ τὰ συνθεσεις τῶν ὁμάδων διὰ τὰς συναντήσεις τοῦ πρωταθλήματος. Κατὰ τὴν διεξαγωγὴν τῶν ἀγώνων τῆς Κυριακῆς, ἡ Ἕνωσις ἀνακοινοῖ τὰ συνθεσεις τῶν ὁμάδων διὰ τὰς συναντήσεις τοῦ πρωταθλήματος. Κατὰ τὴν διεξαγωγὴν τῶν ἀγώνων τῆς Κυριακῆς, ἡ Ἕνωσις ἀνακοινοῖ τὰ συνθεσεις τῶν ὁμάδων διὰ τὰς συναντήσεις τοῦ πρωταθλήματος. Κατὰ τὴν διεξαγωγὴν τῶν ἀγώνων τῆς Κυριακῆς, ἡ Ἕνωσις ἀνακοινοῖ τὰ συνθεσεις τῶν ὁμάδων διὰ τὰς συναντήσεις τοῦ πρωταθλήματος. Κατὰ τὴν διεξαγωγὴν τῶν ἀγώνων τῆς Κυριακῆς, ἡ Ἕνωσις ἀνακοινοῖ τὰ συνθεσεις τῶν ὁμάδων διὰ τὰς συναντήσεις τοῦ πρωταθλήματος. Κατὰ τὴν διεξαγωγὴν τῶν ἀγώνων τῆς Κυριακῆς, ἡ Ἕνωσις ἀνακοινοῖ τὰ συνθεσεις τῶν ὁμάδων διὰ τὰς συναντήσεις τοῦ πρωταθλήματος. Τὴν προσεχῆ Κυριακὴν θὰ διεξαχθοῦν αἱ ἑξῆς συναντήσεις: εἰς τὸ γήπεδον Καυτανζογλείου, τὸ ἐπιτοπικὸν πρωτάθλημα Α' κατηγορίας. Ἀγῶνες τῆς Κυριακῆς: Ἄρης — Παναιγιάλειος, ΠΑΟΚ — Ἀθηναϊκός, Ἠρακλῆς — Ἀπόλλων. Κατὰ τὴν διεξαγωγὴν τῶν ἀγώνων τῆς Κυριακῆς, ἡ Ἕνωσις ἀνακοινοῖ τὰ συνθεσεις τῶν ὁμάδων διὰ τὰς συναντήσεις τοῦ πρωταθλήματος. Τὴν προσεχῆ Κυριακὴν θὰ διεξαχθοῦν αἱ ἑξῆς συναντήσεις: εἰς τὸ γήπεδον Καυτανζογλείου, τὸ ἐπιτοπικὸν πρωτάθλημα Α' κατηγορίας. Ἀγῶνες τῆς Κυριακῆς: Ἄρης — Παναιγιάλειος, ΠΑΟΚ — Ἀθηναϊκός, Ἠρακλῆς — Ἀπόλλων. Κατὰ τὴν διεξαγωγὴν τῶν ἀγώνων τῆς Κυριακῆς, ἡ Ἕνωσις ἀνακοινοῖ τὰ συνθεσεις τῶν ὁμάδων διὰ τὰς συναντήσεις τοῦ πρωταθλήματος. Τὴν προσεχῆ Κυριακὴν θὰ διεξαχθοῦν αἱ ἑξῆς συναντήσεις: εἰς τὸ γήπεδον Καυτανζογλείου, τὸ ἐπιτοπικὸν πρωτάθλημα Α' κατηγορίας. Ἀγῶνες τῆς Κυριακῆς: Ἄρης — Παναιγιάλειος, ΠΑΟΚ — Ἀθηναϊκός, Ἠρακλῆς — Ἀπόλλων. Κατὰ τὴν διεξαγωγὴν τῶν ἀγώνων τῆς Κυριακῆς, ἡ Ἕνωσις ἀνακοινοῖ τὰ συνθεσεις τῶν ὁμάδων διὰ τὰς συναντήσεις τοῦ πρωταθλήματος. Τὴν προσεχῆ Κυριακὴν θὰ διεξαχθοῦν αἱ ἑξῆς συναντήσεις: εἰς τὸ γήπεδον Καυτανζογλείου, τὸ ἐπιτοπικὸν πρωτάθλημα Α' κατηγορίας. Ἀγῶνες τῆς Κυριακῆς: Ἄρης — Παναιγιάλειος, ΠΑΟΚ — Ἀθηναϊκός, Ἠρακλῆς — Ἀπόλλων. Κατὰ τὴν διεξαγωγὴν τῶν ἀγώνων τῆς Κυριακῆς, ἡ Ἕνωσις ἀνακοινοῖ τὰ συνθεσεις τῶν ὁμάδων διὰ τὰς συναντήσεις τοῦ πρωταθλήματος. Τὴν προσεχῆ Κυριακὴν θὰ διεξαχθοῦν αἱ ἑξῆς συναντήσεις: εἰς τὸ γήπεδον Καυτανζογλείου, τὸ ἐπιτοπικὸν πρωτάθλημα Α' κατηγορίας. Ἀγῶνες τῆς Κυριακῆς: Ἄρης — Παναιγιάλειος, ΠΑΟΚ — Ἀθηναϊκός, Ἠρακλῆς — Ἀπόλλων. Κατὰ τὴν διεξαγωγὴν τῶν ἀγώνων τῆς Κυριακῆς, ἡ Ἕνωσις ἀνακοινοῖ τὰ συνθεσεις τῶν ὁμάδων διὰ τὰς συναντήσεις τοῦ πρωταθλήματος. Τὴν προσεχῆ Κυριακὴν θὰ διεξαχθοῦν αἱ ἑξῆς συναντήσεις: εἰς τὸ γήπεδον Καυτανζογλείου, τὸ ἐπιτοπικὸν πρωτάθλημα Α' κατηγορίας. Ἀγῶνες τῆς Κυριακῆς: Ἄρης — Παναιγιάλειος, ΠΑΟΚ — Ἀθηναϊκός, Ἠρακλῆς — Ἀπόλλων. Κατὰ τὴν διεξαγωγὴν τῶν ἀγώνων τῆς Κυριακῆς, ἡ Ἕνωσις ἀνακοινοῖ τὰ συνθεσεις τῶν ὁμάδων διὰ τὰς συναντήσεις τοῦ πρωταθλήματος. Τὴν προσεχῆ Κυριακὴν θὰ διεξαχθοῦν αἱ ἑξῆς συναντήσεις: εἰς τὸ γήπεδον Καυτανζογλείου, τὸ ἐπιτοπικὸν πρωτάθλημα Α' κατηγορίας. Ἀγῶνες τῆς Κυριακῆς: Ἄρης — Παναιγιάλειος, ΠΑΟΚ — Ἀθηναϊκός, Ἠρακλῆς — Ἀπόλλων. Ἡ χοροεσπερὶς τῶν Δυτικομακεδόνων Ἡ μὲν ἀνθρώπινη κίνησις εἰς τὰς αἰθούσας τοῦ ξενοδοχείου κατὰ τὴν χοροεσπερίδα τῶν Δυτικομακεδόνων ἦτο ἐξαιρετικὴ. Παρέστησαν οἱ κ.κ. Καραμανλῆς, Τσάτσος, Κωνσταντινίδης καὶ πλεῖστοι ἄλλοι. Ἡ μὲν ἀνθρώπινη κίνησις εἰς τὰς αἰθούσας τοῦ ξενοδοχείου κατὰ τὴν χοροεσπερίδα τῶν Δυτικομακεδόνων ἦτο ἐξαιρετικὴ. Παρέστησαν οἱ κ.κ. Καραμανλῆς, Τσάτσος, Κωνσταντινίδης καὶ πλεῖστοι ἄλλοι. Ἡ μὲν ἀνθρώπινη κίνησις εἰς τὰς αἰθούσας τοῦ ξενοδοχείου κατὰ τὴν χοροεσπερίδα τῶν Δυτικομακεδόνων ἦτο ἐξαιρετικὴ. Παρέστησαν οἱ κ.κ. Καραμανλῆς, Τσάτσος, Κωνσταντινίδης καὶ πλεῖστοι ἄλλοι. Ἡ μὲν ἀνθρώπινη κίνησις εἰς τὰς αἰθούσας τοῦ ξενοδοχείου κατὰ τὴν χοροεσπερίδα τῶν Δυτικομακεδόνων ἦτο ἐξαιρετικὴ. Παρέστησαν οἱ κ.κ. Καραμανλῆς, Τσάτσος, Κωνσταντινίδης καὶ πλεῖστοι ἄλλοι. Ἡ μὲν ἀνθρώπινη κίνησις εἰς τὰς αἰθούσας τοῦ ξενοδοχείου κατὰ τὴν χοροεσπερίδα τῶν Δυτικομακεδόνων ἦτο ἐξαιρετικὴ. Παρέστησαν οἱ κ.κ. Καραμανλῆς, Τσάτσος, Κωνσταντινίδης καὶ πλεῖστοι ἄλλοι. Ἡ μὲν ἀνθρώπινη κίνησις εἰς τὰς αἰθούσας τοῦ ξενοδοχείου κατὰ τὴν χοροεσπερίδα τῶν Δυτικομακεδόνων ἦτο ἐξαιρετικὴ. Παρέστησαν οἱ κ.κ. Καραμανλῆς, Τσάτσος, Κωνσταντινίδης καὶ πλεῖστοι ἄλλοι. Ἡ μὲν ἀνθρώπινη κίνησις εἰς τὰς αἰθούσας τοῦ ξενοδοχείου κατὰ τὴν χοροεσπερίδα τῶν Δυτικομακεδόνων ἦτο ἐξαιρετικὴ. Παρέστησαν οἱ κ.κ. Καραμανλῆς, Τσάτσος, Κωνσταντινίδης καὶ πλεῖστοι ἄλλοι. Ἡ μὲν ἀνθρώπινη κίνησις εἰς τὰς αἰθούσας τοῦ ξενοδοχείου κατὰ τὴν χοροεσπερίδα τῶν Δυτικομακεδόνων ἦτο ἐξαιρετικὴ. Παρέστησαν οἱ κ.κ. Καραμανλῆς, Τσάτσος, Κωνσταντινίδης καὶ πλεῖστοι ἄλλοι. Ἡ μὲν ἀνθρώπινη κίνησις εἰς τὰς αἰθούσας τοῦ ξενοδοχείου κατὰ τὴν χοροεσπερίδα τῶν Δυτικομακεδόνων ἦτο ἐξαιρετικὴ. Παρέστησαν οἱ κ.κ. Καραμανλῆς, Τσάτσος, Κωνσταντινίδης καὶ πλεῖστοι ἄλλοι. Ἡ μὲν ἀνθρώπινη κίνησις εἰς τὰς αἰθούσας τοῦ ξενοδοχείου κατὰ τὴν χοροεσπερίδα τῶν Δυτικομακεδόνων ἦτο ἐξαιρετικὴ. Παρέστησαν οἱ κ.κ. Καραμανλῆς, Τσάτσος, Κωνσταντινίδης καὶ πλεῖστοι ἄλλοι. Ἡ μὲν ἀνθρώπινη κίνησις εἰς τὰς αἰθούσας τοῦ ξενοδοχείου κατὰ τὴν χοροεσπερίδα τῶν Δυτικομακεδόνων ἦτο ἐξαιρετικὴ. Παρέστησαν οἱ κ.κ. Καραμανλῆς, Τσάτσος, Κωνσταντινίδης καὶ πλεῖστοι ἄλλοι. Ἡ μὲν ἀνθρώπινη κίνησις εἰς τὰς αἰθούσας τοῦ ξενοδοχείου κατὰ τὴν χοροεσπερίδα τῶν Δυτικομακεδόνων ἦτο ἐξαιρετικὴ. Παρέστησαν οἱ κ.κ. Καραμανλῆς, Τσάτσος, Κωνσταντινίδης καὶ πλεῖστοι ἄλλοι. Ἡ μὲν ἀνθρώπινη κίνησις εἰς τὰς αἰθούσας τοῦ ξενοδοχείου κατὰ τὴν χοροεσπερίδα τῶν Δυτικομακεδόνων ἦτο ἐξαιρετικὴ. Παρέστησαν οἱ κ.κ. Καραμανλῆς, Τσάτσος, Κωνσταντινίδης καὶ πλεῖστοι ἄλλοι. Ἡ μὲν ἀνθρώπινη κίνησις εἰς τὰς αἰθούσας τοῦ ξενοδοχείου κατὰ τὴν χοροεσπερίδα τῶν Δυτικομακεδόνων ἦτο ἐξαιρετικὴ. Παρέστησαν οἱ κ.κ. Καραμανλῆς, Τσάτσος, Κωνσταντινίδης καὶ πλεῖστοι ἄλλοι. Ἡ μὲν ἀνθρώπινη κίνησις εἰς τὰς αἰθούσας τοῦ ξενοδοχείου κατὰ τὴν χοροεσπερίδα τῶν Δυτικομακεδόνων ἦτο ἐξαιρετικὴ. Παρέστησαν οἱ κ.κ. Καραμανλῆς, Τσάτσος, Κωνσταντινίδης καὶ πλεῖστοι ἄλλοι. Ἡ μὲν ἀνθρώπινη κίνησις εἰς τὰς αἰθούσας τοῦ ξενοδοχείου κατὰ τὴν χοροεσπερίδα τῶν Δυτικομακεδόνων ἦτο ἐξαιρετικὴ. Παρέστησαν οἱ κ.κ. Καραμανλῆς, Τσάτσος, Κωνσταντινίδης καὶ πλεῖστοι ἄλλοι. Ἡ μὲν ἀνθρώπινη κίνησις εἰς τὰς αἰθούσας τοῦ ξενοδοχείου κατὰ τὴν χοροεσπερίδα τῶν Δυτικομακεδόνων ἦτο ἐξαιρετικὴ. Παρέστησαν οἱ κ.κ. Καραμανλῆς, Τσάτσος, Κωνσταντινίδης καὶ πλεῖστοι ἄλλοι. Ἡ μὲν ἀνθρώπινη κίνησις εἰς τὰς αἰθούσας τοῦ ξενοδοχείου κατὰ τὴν χοροεσπερίδα τῶν Δυτικομακεδόνων ἦτο ἐξαιρετικὴ. Παρέστησαν οἱ κ.κ. Καραμανλῆς, Τσάτσος, Κωνσταντινίδης καὶ πλεῖστοι ἄλλοι. Ἡ μὲν ἀνθρώπινη κίνησις εἰς τὰς αἰθούσας τοῦ ξενοδοχείου κατὰ τὴν χοροεσπερίδα τῶν Δυτικομακεδόνων ἦτο ἐξαιρετικὴ. Παρέστησαν οἱ κ.κ. Καραμανλῆς, Τσάτσος, Κωνσταντινίδης καὶ πλεῖστοι ἄλλοι. Ἡ μὲν ἀνθρώπινη κίνησις εἰς τὰς αἰθούσας τοῦ ξενοδοχείου κατὰ τὴν χοροεσπερίδα τῶν Δυτικομακεδόνων ἦτο ἐξαιρετικὴ. Παρέστησαν οἱ κ.κ. Καραμανλῆς, Τσάτσος, Κωνσταντινίδης καὶ πλεῖστοι ἄλλοι. Ἡ μὲν ἀνθρώπινη κίνησις εἰς τὰς αἰθούσας τοῦ ξενοδοχείου κατὰ τὴν χοροεσπερίδα τῶν Δυτικομακεδόνων ἦτο ἐξαιρετικὴ. Παρέστησαν οἱ κ.κ. Καραμανλῆς, Τσάτσος, Κωνσταντινίδης καὶ πλεῖστοι ἄλλοι. Ἡ μὲν ἀνθρώπινη κίνησις εἰς τὰς αἰθούσας τοῦ ξενοδοχείου κατὰ τὴν χοροεσπερίδα τῶν Δυτικομακεδόνων ἦτο ἐξαιρετικὴ. Παρέστησαν οἱ κ.κ. Καραμανλῆς, Τσάτσος, Κωνσταντινίδης καὶ πλεῖστοι ἄλλοι. ΠΡΟ-ΠΟ ΙΡΙΣ	[637, 29, 1019, 2221]
market-row: Σουσάμι 9.30 — 9.45	[419, 760, 629, 770]
market-row: Τράνζι Τ.Α. 3.97	[419, 664, 629, 673]
market-row: Ἀλεύρι 70% 4.65	[419, 624, 629, 634]
goodyear-ad: ΤΟ ΤΡΑΚΤΕΡ ΣΑΣ θὰ ἀποδώσῃ καλύτερα GOOD YEAR ἂν μεταχειρισθῆτε τὰ εἰδικὰ ἐλαστικὰ τῆς GOOD YEAR	[1207, 1156, 1566, 1623]
labor-title: ΑΙ ΕΡΓΑΤΙΚΑΙ ΕΙΔΗΣΕΙΣ	[1207, 500, 1566, 521]
kyriaki-title: ΑΙ ΣΥΝΑΝΤΗΣΕΙΣ ΤΗΣ ΚΥΡΙΑΚΗΣ	[679, 515, 977, 537]
classified-ad: ΠΩΛΕΙΤΑΙ αὐτοκίνητον Fiat 600. Πληροφορίαι Βενιζέλου 4.	[27, 902, 213, 921]
notices-grid	[27, 78, 408, 612]
market-row: Σαπούνι 20.60	[419, 808, 629, 818]
notice-title: ΕΚΠΟΙΗΣΙΣ ΟΙΚΟΠΕΔΩΝ ΚΟΙΝΟΤΗΤΟΣ ΣΥΚΕΩΝ	[56, 445, 184, 466]
classified-ad: ΕΠΙΣΚΕΥΑΙ ραδιοφώνων καὶ ἠλεκτρικῶν συσκευῶν. Τηλ. 73-152	[222, 902, 408, 921]
section-header-diakiryxeis: ΔΙΑΚΗΡΥΞΕΙΣ	[27, 29, 408, 73]
article-body: ΑΘΗΝΑΙ, 17.— Αἱ σχολικαὶ αἴθουσαι θὰ χρησιμοποιοῦνται κατὰ τὰς ἀπογευματινὰς ὥρας ὑπὸ τῶν ἐνοριακῶν συλλόγων διὰ διαλέξεις καὶ μορφωτικὰς ἐκδηλώσεις. ΑΘΗΝΑΙ, 17.— Αἱ σχολικαὶ αἴθουσαι θὰ χρησιμοποιοῦνται κατὰ τὰς ἀπογευματινὰς ὥρας ὑπὸ τῶν ἐνοριακῶν συλλόγων διὰ διαλέξεις καὶ μορφωτικὰς ἐκδηλώσεις.	[419, 245, 629, 329]
classified-ad: ΠΩΛΕΙΤΑΙ ΕΣΤΙΑΤΟΡΙΟΝ μετ' ἐπίπλων, χαρτοποιεῖον εἰς κεντρικὴν θέσιν.	[27, 798, 213, 818]
market-row: Λευκὸς 5.70	[419, 951, 629, 961]
classified-ad: ΕΝΟΙΚΙΑΖΕΤΑΙ ἐν Καλαμαριᾷ οἰκία νεόδμητος, ἐπίπλων, τηλ. 63-220	[222, 747, 408, 767]
estia-article	[880, 29, 1019, 383]
notice-body: Ἐκτίθεται εἰς πρόχειρον διαγωνισμὸν ἡ προμήθεια ἠλεκτρικῶν γνωμόνων καὶ λοιπῶν ἠλεκτρολογικῶν εἰδῶν διὰ τὸ ἔτος 1959. Ἐκτίθεται εἰς πρόχειρον διαγωνισμὸν ἡ προμήθεια ἠλεκτρικῶν γνωμόνων καὶ λοιπῶν ἠλεκτρολογικῶν εἰδῶν διὰ τὸ ἔτος 1959.	[222, 386, 408, 471]
nivea-script: γιατί ἡ NIVEA δίνει στὸ δέρμα νέα ζωή	[50, 1548, 385, 1566]
market-row: Βαμβακόσπορος 3.10 — 3.15	[419, 740, 629, 750]
notice-signature: Ὁ Πρόεδρος ΧΡ. ΙΟΡΔΑΝΙΔΗΣ	[92, 596, 213, 606]
ekt-body: Ἀποφασίσθη ἡ ἐκτέλεσις ἔργων συντηρήσεως θόλων εἰς τὴν πόλιν, διὰ τὴν προστασίαν τῶν ἱστορικῶν μνημείων. Ἀποφασίσθη ἡ ἐκτέλεσις ἔργων συντηρήσεως θόλων εἰς τὴν πόλιν, διὰ τὴν προστασίαν τῶν ἱστορικῶν μνημείων. Ἀποφασίσθη ἡ ἐκτέλεσις ἔργων συντηρήσεως θόλων εἰς τὴν πόλιν, διὰ τὴν προστασίαν τῶν ἱστορικῶν μνημείων.	[880, 254, 1019, 381]
doctor-ad: ΘΕΟΔΩΡΟΣ Χ. ΚΑΒΑΚΟΠΟΥΛΟΣ ΙΑΤΡΟΣ ΩΤΟΡΙΝΟΛΑΡΥΓΓΟΛΟΓΟΣ Ἁγίας Σοφίας 9 — Δέχεται 5—7 μ.μ. Τηλ. 71-864	[427, 1211, 621, 1240]
sport-body: Οἱ Αἰγιεῖς ἀφίχθησαν χθὲς εἰς Θεσσαλονίκην καὶ θὰ παραταχθοῦν τὴν συνάντησιν, μὲ τὴν ὁποίαν ἐνίσχυον τὸν «Ὀλυμπιακὸν» τὸ Σαββατοκύριακον. Οἱ Αἰγιεῖς ἀφίχθησαν χθὲς εἰς Θεσσαλονίκην καὶ θὰ παραταχθοῦν τὴν συνάντησιν, μὲ τὴν ὁποίαν ἐνίσχυον τὸν «Ὀλυμπιακὸν» τὸ Σαββατοκύριακον.	[637, 465, 1019, 509]
notice-title: ΠΡΟΜΗΘΕΙΑ ΑΚΑΘΑΡΤΟΥ ΠΕΤΡΕΛΑΙΟΥ	[54, 84, 186, 105]
notice-body: Τὸ Νοσοκομεῖον Λοιμωδῶν Νόσων προκηρύσσει μειοδοτικὸν διαγωνισμὸν διὰ τὴν προμήθειαν ὀπωρικῶν καὶ λαχανικῶν. Τὸ Νοσοκομεῖον Λοιμωδῶν Νόσων προκηρύσσει μειοδοτικὸν διαγωνισμὸν διὰ τὴν προμήθειαν ὀπωρικῶν καὶ λαχανικῶν. Τὸ Νοσοκομεῖον Λοιμωδῶν Νόσων προκηρύσσει μειοδοτικὸν διαγωνισμὸν διὰ τὴν προμήθειαν ὀπωρικῶν καὶ λαχανικῶν.	[222, 251, 408, 347]
notice-body: Τὸ Ἰδρυμα Κοινωνικῶν Ἀσφαλίσεων ἀνακοινοῖ ὅτι διενεργεῖ πρόχειρον μειοδοτικὸν διαγωνισμὸν διὰ τὴν προμήθειαν ἐλαστικῶν περικνημίδων. Τὸ Ἰδρυμα Κοινωνικῶν Ἀσφαλίσεων ἀνακοινοῖ ὅτι διενεργεῖ πρόχειρον μειοδοτικὸν διαγωνισμὸν διὰ τὴν προμήθειαν ἐλαστικῶν περικνημίδων.	[27, 640, 408, 683]
column-notices	[27, 29, 408, 1689]
classified-ad: ΑΠΩΛΕΣΘΗ φυλλάδιον μὲ ἔγγραφα. Ὁ εὑρὼν παρακαλεῖται νὰ τὸ παραδώσῃ.	[27, 772, 213, 792]
sport-headline: ΣΗΜΕΡΟΝ Ο ΠΡΩΤΑΘΛΗΤΗΣ «ΑΡΗΣ»	[678, 404, 1036, 434]
market-row: Ἀλεύρι 72% 3.58	[419, 644, 629, 654]
ftoxopaida-ad: ΝΑ ΖΗΣΟΥΝ ΤΑ ΦΤΩΧΟΠΑΙΔΑ ΦΩΤΟΠΩΛΟΣ - ΧΑΤΖΗΧΡΗΣΤΟΥ	[1207, 900, 1566, 969]
market-date: 17 ΦΕΒΡΟΥΑΡΙΟΥ	[419, 591, 629, 602]
classified-ad: ΠΩΛΟΥΝΤΑΙ διαμερίσματα προπολεμικὰ ἀντιπαροχὴ Τηλ. 27-46	[27, 747, 213, 767]
linguaphone-person-icon	[1019, 555, 1098, 663]
tobacco-title: ΜΕ ΧΑΜΗΛΑΣ ΤΙΜΑΣ ΑΓΟΡΑΖΟΝΤΑΙ ΤΑ ΚΑΠΝΑ ΕΙΣ ΤΑΣ ΠΕΡΙΦΕΡΕΙΑΣ ΣΕΡΡΩΝ ΚΑΙ ΚΑΤΕΡΙΝΗΣ	[1207, 35, 1566, 71]
notice-title: ΕΚΠΟΙΗΣΙΣ ΔΕΝΔΡΩΝ	[258, 135, 372, 146]
linguaphone-logo: LINGUAPHONE	[1103, 557, 1205, 573]
church-estia-row	[637, 29, 1019, 383]
linguaphone-text: Μαθαίνετε σπίτι σας ἄνετα, γρήγορα, καὶ εὐχάριστα. Ζητήσατε ἀπὸ τὸ κατάστημά μας τὸ δωρεάν καὶ ἀνάγνωση δωρεὰν ἐπιστολὴ.	[1019, 665, 1205, 696]
market-row: Ἐξαγωγὴ εἰσαγ. 4.10	[419, 615, 629, 624]
market-row: Ἀλεύρι 785 μάλαν 3.75	[419, 654, 629, 664]
notice-title: ΠΡΟΜΗΘΕΙΑ ΟΠΩΡΙΚΩΝ, ΛΑΧΑΝΙΚΩΝ ΚΑΙ ΜΑΓΕΙΡΕΥΜΑΤΩΝ	[224, 227, 406, 249]
estia-title: ΜΕΤΑ ΑΠΟ 12 ΕΤΗ Η «ΕΡΓΑΤΙΚΗ ΕΣΤΙΑ» ΖΗΤΕΙ ΤΑΣ ΟΦΕΙΛΑΣ ΑΠΟ ΤΟΥΣ ΕΜΠΟΡΟΥΣ	[883, 35, 1016, 76]
church-title: ΑΝΕΓΕΡΣΙΣ ΝΑΟΥ ΕΙΣ ΑΜΑΡΑΝΤΑ ΚΙΛΚΙΣ	[637, 35, 872, 66]
article-body: Τὸ διοικητικὸν συμβούλιον τοῦ Σανατορίου Ἀσβεστοχωρίου προκηρύσσει πλήρωσιν θέσεων νοσοκόμων. Τὸ διοικητικὸν συμβούλιον τοῦ Σανατορίου Ἀσβεστοχωρίου προκηρύσσει πλήρωσιν θέσεων νοσοκόμων.	[419, 467, 629, 530]
goodyear-badge: GOOD YEAR	[1341, 1488, 1432, 1508]
dionysia-name: ΔΙΟΝΥΣΙΑ	[1393, 982, 1505, 1010]
face-portrait-icon	[1207, 900, 1276, 969]
market-row: Ἀρακάδια 3.55	[419, 634, 629, 644]
column-rule	[633, 29, 634, 2313]
market-table	[419, 606, 629, 723]
nivea-headline: Εἶναι τὸ δέρμα σας διψασμένο;	[27, 1324, 318, 1345]
classifieds-grid	[27, 747, 408, 921]
coupon-field-job: ΕΠΑΓΓΕΛΜΑ	[1023, 749, 1201, 758]
nivea-side-text: Χάνει τὴ φρεσκάδα του... Ἡ NIVEA διατηρεῖ τὸ δέρμα ἐλαστικὸ καὶ νεανικὸ σὲ μεγάλη ἡλικία.	[113, 1425, 389, 1451]
tractor-title: ΤΟ ΤΡΑΚΤΕΡ ΣΑΣ	[1279, 1164, 1494, 1262]
epidimia-title: Η ΕΠΙΔΗΜΙΑ ΓΡΙΠΠΗΣ ΕΙΣ ΤΑΣ ΣΕΡΡΑΣ	[1407, 183, 1549, 207]
market-row: Σέρραιος Α' 8.20	[419, 931, 629, 941]
classified-ad: ΑΥΤΟΚΙΝΗΤΟΝ φορτηγὸν, ὑποχρεωτικῶς πωλεῖται ἀντὶ δρχ. 17.800	[222, 849, 408, 869]
column-right: ΜΕ ΧΑΜΗΛΑΣ ΤΙΜΑΣ ΑΓΟΡΑΖΟΝΤΑΙ ΤΑ ΚΑΠΝΑ ΕΙΣ ΤΑΣ ΠΕΡΙΦΕΡΕΙΑΣ ΣΕΡΡΩΝ ΚΑΙ ΚΑΤΕΡΙΝΗΣ ΣΕΡΡΑΙ, 17.— Ἡ ἀγοραπωλησία τῶν καπνῶν συνεχίζεται μὲ χαμηλὰς τιμάς, ἀπὸ 15 ἕως 20 δραχμὰς κατ' ὀκᾶν. Οἱ καπνοπαραγωγοὶ διαμαρτύρονται διὰ τὰς τιμάς. ΣΕΡΡΑΙ, 17.— Ἡ ἀγοραπωλησία τῶν καπνῶν συνεχίζεται μὲ χαμηλὰς τιμάς, ἀπὸ 15 ἕως 20 δραχμὰς κατ' ὀκᾶν. Οἱ καπνοπαραγωγοὶ διαμαρτύρονται διὰ τὰς τιμάς. ΣΕΡΡΑΙ, 17.— Ἡ ἀγοραπωλησία τῶν καπνῶν συνεχίζεται μὲ χαμηλὰς τιμάς, ἀπὸ 15 ἕως 20 δραχμὰς κατ' ὀκᾶν. Οἱ καπνοπαραγωγοὶ διαμαρτύρονται διὰ τὰς τιμάς. ΣΕΡΡΑΙ, 17.— Ἡ ἀγοραπωλησία τῶν καπνῶν συνεχίζεται μὲ χαμηλὰς τιμάς, ἀπὸ 15 ἕως 20 δραχμὰς κατ' ὀκᾶν. Οἱ καπνοπαραγωγοὶ διαμαρτύρονται διὰ τὰς τιμάς. ΣΕΡΡΑΙ, 17.— Ἡ ἀγοραπωλησία τῶν καπνῶν συνεχίζεται μὲ χαμηλὰς τιμάς, ἀπὸ 15 ἕως 20 δραχμὰς κατ' ὀκᾶν. Οἱ καπνοπαραγωγοὶ διαμαρτύρονται διὰ τὰς τιμάς. ΣΕΡΡΑΙ, 17.— Ἡ ἀγοραπωλησία τῶν καπνῶν συνεχίζεται μὲ χαμηλὰς τιμάς, ἀπὸ 15 ἕως 20 δραχμὰς κατ' ὀκᾶν. Οἱ καπνοπαραγωγοὶ διαμαρτύρονται διὰ τὰς τιμάς. ΣΕΡΡΑΙ, 17.— Ἡ ἀγοραπωλησία τῶν καπνῶν συνεχίζεται μὲ χαμηλὰς τιμάς, ἀπὸ 15 ἕως 20 δραχμὰς κατ' ὀκᾶν. Οἱ καπνοπαραγωγοὶ διαμαρτύρονται διὰ τὰς τιμάς. Η ΕΠΙΔΗΜΙΑ ΓΡΙΠΠΗΣ ΕΙΣ ΤΑΣ ΣΕΡΡΑΣ ΣΕΡΡΑΙ, 17.— Κατὰ τὰς τελευταίας ἡμέρας ἐσημειώθησαν πολλὰ κρούσματα γρίππης εἰς τὴν πόλιν. ΣΕΡΡΑΙ, 17.— Κατὰ τὰς τελευταίας ἡμέρας ἐσημειώθησαν πολλὰ κρούσματα γρίππης εἰς τὴν πόλιν. ΤΑ ΠΙΣΤΟΠΟΙΗΤΙΚΑ ΕΚΤΕΛΩΝΙΣΜΟΥ ΤΩΝ ΑΥΤΟΚΙΝΗΤΩΝ ΑΘΗΝΑΙ, 17.— Ὑπὸ τοῦ ὑπουργείου οἰκονομικῶν ἐξεδόθη ἐγκύκλιος διὰ τὴν ἔκδοσιν πιστοποιητικῶν ἐκτελωνισμοῦ τῶν αὐτοκινήτων. ΑΘΗΝΑΙ, 17.— Ὑπὸ τοῦ ὑπουργείου οἰκονομικῶν ἐξεδόθη ἐγκύκλιος διὰ τὴν ἔκδοσιν πιστοποιητικῶν ἐκτελωνισμοῦ τῶν αὐτοκινήτων. ΑΘΗΝΑΙ, 17.— Ὑπὸ τοῦ ὑπουργείου οἰκονομικῶν ἐξεδόθη ἐγκύκλιος διὰ τὴν ἔκδοσιν πιστοποιητικῶν ἐκτελωνισμοῦ τῶν αὐτοκινήτων. ΑΘΗΝΑΙ, 17.— Ὑπὸ τοῦ ὑπουργείου οἰκονομικῶν ἐξεδόθη ἐγκύκλιος διὰ τὴν ἔκδοσιν πιστοποιητικῶν ἐκτελωνισμοῦ τῶν αὐτοκινήτων. ΑΘΗΝΑΙ, 17.— Ὑπὸ τοῦ ὑπουργείου οἰκονομικῶν ἐξεδόθη ἐγκύκλιος διὰ τὴν ἔκδοσιν πιστοποιητικῶν ἐκτελωνισμοῦ τῶν αὐτοκινήτων. ΑΘΗΝΑΙ, 17.— Ὑπὸ τοῦ ὑπουργείου οἰκονομικῶν ἐξεδόθη ἐγκύκλιος διὰ τὴν ἔκδοσιν πιστοποιητικῶν ἐκτελωνισμοῦ τῶν αὐτοκινήτων. ΑΙ ΕΡΓΑΤΙΚΑΙ ΕΙΔΗΣΕΙΣ Τὸ προεδρεῖον τῶν ὀργανώσεων ἐργατικῶν συνδικάτων κατὰ τὴν χθεσινὴν συνεδρίασιν ἀπεφάσισε τὴν ὑποβολὴν ὑπομνήματος εἰς τὸν ὑπουργὸν ἐργασίας διὰ τὰ αἰτήματα τῶν ἐργαζομένων. Τὸ προεδρεῖον τῶν ὀργανώσεων ἐργατικῶν συνδικάτων κατὰ τὴν χθεσινὴν συνεδρίασιν ἀπεφάσισε τὴν ὑποβολὴν ὑπομνήματος εἰς τὸν ὑπουργὸν ἐργασίας διὰ τὰ αἰτήματα τῶν ἐργαζομένων. Τὸ προεδρεῖον τῶν ὀργανώσεων ἐργατικῶν συνδικάτων κατὰ τὴν χθεσινὴν συνεδρίασιν ἀπεφάσισε τὴν ὑποβολὴν ὑπομνήματος εἰς τὸν ὑπουργὸν ἐργασίας διὰ τὰ αἰτήματα τῶν ἐργαζομένων. Τὸ προεδρεῖον τῶν ὀργανώσεων ἐργατικῶν συνδικάτων κατὰ τὴν χθεσινὴν συνεδρίασιν ἀπεφάσισε τὴν ὑποβολὴν ὑπομνήματος εἰς τὸν ὑπουργὸν ἐργασίας διὰ τὰ αἰτήματα τῶν ἐργαζομένων. Τὸ προεδρεῖον τῶν ὀργανώσεων ἐργατικῶν συνδικάτων κατὰ τὴν χθεσινὴν συνεδρίασιν ἀπεφάσισε τὴν ὑποβολὴν ὑπομνήματος εἰς τὸν ὑπουργὸν ἐργασίας διὰ τὰ αἰτήματα τῶν ἐργαζομένων. Τὸ προεδρεῖον τῶν ὀργανώσεων ἐργατικῶν συνδικάτων κατὰ τὴν χθεσινὴν συνεδρίασιν ἀπεφάσισε τὴν ὑποβολὴν ὑπομνήματος εἰς τὸν ὑπουργὸν ἐργασίας διὰ τὰ αἰτήματα τῶν ἐργαζομένων. Τὸ προεδρεῖον τῶν ὀργανώσεων ἐργατικῶν συνδικάτων κατὰ τὴν χθεσινὴν συνεδρίασιν ἀπεφάσισε τὴν ὑποβολὴν ὑπομνήματος εἰς τὸν ὑπουργὸν ἐργασίας διὰ τὰ αἰτήματα τῶν ἐργαζομένων. Τὸ προεδρεῖον τῶν ὀργανώσεων ἐργατικῶν συνδικάτων κατὰ τὴν χθεσινὴν συνεδρίασιν ἀπεφάσισε τὴν ὑποβολὴν ὑπομνήματος εἰς τὸν ὑπουργὸν ἐργασίας διὰ τὰ αἰτήματα τῶν ἐργαζομένων. Τὸ προεδρεῖον τῶν ὀργανώσεων ἐργατικῶν συνδικάτων κατὰ τὴν χθεσινὴν συνεδρίασιν ἀπεφάσισε τὴν ὑποβολὴν ὑπομνήματος εἰς τὸν ὑπουργὸν ἐργασίας διὰ τὰ αἰτήματα τῶν ἐργαζομένων. Τὸ προεδρεῖον τῶν ὀργανώσεων ἐργατικῶν συνδικάτων κατὰ τὴν χθεσινὴν συνεδρίασιν ἀπεφάσισε τὴν ὑποβολὴν ὑπομνήματος εἰς τὸν ὑπουργὸν ἐργασίας διὰ τὰ αἰτήματα τῶν ἐργαζομένων. Τὸ προεδρεῖον τῶν ὀργανώσεων ἐργατικῶν συνδικάτων κατὰ τὴν χθεσινὴν συνεδρίασιν ἀπεφάσισε τὴν ὑποβολὴν ὑπομνήματος εἰς τὸν ὑπουργὸν ἐργασίας διὰ τὰ αἰτήματα τῶν ἐργαζομένων. Τὸ προεδρεῖον τῶν ὀργανώσεων ἐργατικῶν συνδικάτων κατὰ τὴν χθεσινὴν συνεδρίασιν ἀπεφάσισε τὴν ὑποβολὴν ὑπομνήματος εἰς τὸν ὑπουργὸν ἐργασίας διὰ τὰ αἰτήματα τῶν ἐργαζομένων. Τὸ προεδρεῖον τῶν ὀργανώσεων ἐργατικῶν συνδικάτων κατὰ τὴν χθεσινὴν συνεδρίασιν ἀπεφάσισε τὴν ὑποβολὴν ὑπομνήματος εἰς τὸν ὑπουργὸν ἐργασίας διὰ τὰ αἰτήματα τῶν ἐργαζομένων. Τὸ προεδρεῖον τῶν ὀργανώσεων ἐργατικῶν συνδικάτων κατὰ τὴν χθεσινὴν συνεδρίασιν ἀπεφάσισε τὴν ὑποβολὴν ὑπομνήματος εἰς τὸν ὑπουργὸν ἐργασίας διὰ τὰ αἰτήματα τῶν ἐργαζομένων. ΝΑ ΖΗΣΟΥΝ ΤΑ ΦΤΩΧΟΠΑΙΔΑ ΦΩΤΟΠΩΛΟΣ - ΧΑΤΖΗΧΡΗΣΤΟΥ ΤΗΝ ΔΕΥΤΕΡΑ ΣΤΑ ΔΙΟΝΥΣΙΑ ΙΝΓΚΡΙΝΤ ΜΠΕΡΓΚΜΑΝ — ΚΟΥΡΤ ΓΙΟΥΡΓΚΕΝΣ ΣΤΗ ΜΕΓΑΛΥΤΕΡΗ ΤΑΙΝΙΑ ΤΗΣ ΧΡΟΝΙΑΣ ΤΟ ΠΑΝΔΟΧΕΙΟ ΤΗΣ 6ης ΕΥΤΥΧΙΑΣ ΠΡΟ-ΠΟ ΙΡΙΣ ΤΟ ΤΡΑΚΤΕΡ ΣΑΣ θὰ ἀποδώσῃ καλύτερα GOOD YEAR ἂν μεταχειρισθῆτε τὰ εἰδικὰ ἐλαστικὰ τῆς GOOD YEAR ΑΤΕ Α. Ε. ΑΥΤΟΚΙΝΗΤΩΝ · ΤΡΑΚΤΕΡ · ΕΛΑΣΤΙΚΩΝ ΑΘΗΝΑΙ ΠΑΤΗΣΙΩΝ 32 ΤΗΛ. 617-321 ΠΕΙΡΑΙΕΥΣ Οδ. ΑΘΗΝΩΝ 15 ΤΗΛ. 43-404 ΘΕΣΣΑΛΟΝΙΚΗ ΒΑΛΑΩΡΙΤΟΥ 18 ΤΗΛ. 21-592	[1207, 37, 1566, 1738]
dionysia-ad: ΤΗΝ ΔΕΥΤΕΡΑ ΣΤΑ ΔΙΟΝΥΣΙΑ ΙΝΓΚΡΙΝΤ ΜΠΕΡΓΚΜΑΝ — ΚΟΥΡΤ ΓΙΟΥΡΓΚΕΝΣ ΣΤΗ ΜΕΓΑΛΥΤΕΡΗ ΤΑΙΝΙΑ ΤΗΣ ΧΡΟΝΙΑΣ ΤΟ ΠΑΝΔΟΧΕΙΟ ΤΗΣ 6ης ΕΥΤΥΧΙΑΣ	[1207, 976, 1566, 1068]
market-row: Καφὲς Ν4 56.00	[419, 874, 629, 884]
notice-body: Ὁ πρόεδρος τῆς κοινότητος προκηρύσσει πλειοδοτικὸν διαγωνισμὸν διὰ τὴν ἐκποίησιν οἰκοπέδων τῆς κοινότητος κατὰ τὸ ἐγκεκριμένον σχέδιον. Ὁ πρόεδρος τῆς κοινότητος προκηρύσσει πλειοδοτικὸν διαγωνισμὸν διὰ τὴν ἐκποίησιν οἰκοπέδων τῆς κοινότητος κατὰ τὸ ἐγκεκριμένον σχέδιον. Ὁ πρόεδρος τῆς κοινότητος προκηρύσσει πλειοδοτικὸν διαγωνισμὸν διὰ τὴν ἐκποίησιν οἰκοπέδων τῆς κοινότητος κατὰ τὸ ἐγκεκριμένον σχέδιον.	[27, 469, 213, 595]
notice-signature: Ὁ Διευθυντὴς ΝΙΚΗΦ. ΒΙΣΚΙΔΗΣ	[79, 233, 213, 243]
article-title: ΑΙ ΑΙΘΟΥΣΑΙ ΤΩΝ ΣΧΟΛΕΙΩΝ ΘΑ ΧΡΗΣΙΜΟΠΟΙΟΥΝΤΑΙ ΥΠΟ ΤΩΝ ΚΑΤΟΙΚΗΣΕΩΝ	[422, 201, 626, 243]
article-body: ΑΘΗΝΑΙ, 17.— Ἐγκρίθη ὑπὸ τοῦ ὑπουργικοῦ συμβουλίου ἡ αὔξησις τῶν ὀργανικῶν θέσεων τοῦ προσωπικοῦ τῶν ταχυδρομείων. ΑΘΗΝΑΙ, 17.— Ἐγκρίθη ὑπὸ τοῦ ὑπουργικοῦ συμβουλίου ἡ αὔξησις τῶν ὀργανικῶν θέσεων τοῦ προσωπικοῦ τῶν ταχυδρομείων.	[419, 370, 629, 433]
column-rule	[412, 29, 413, 2313]
estia-body: Ὁ Ἐμπορικὸς Σύλλογος Θεσσαλονίκης διαμαρτύρεται διότι ἡ Ἐργατικὴ Ἑστία ἀξιώνει ἀπὸ τοὺς ἐμπόρους παλαιὰς ὀφειλὰς ἀπὸ δώδεκα ἐτῶν. Ὁ Ἐμπορικὸς Σύλλογος Θεσσαλονίκης διαμαρτύρεται διότι ἡ Ἐργατικὴ Ἑστία ἀξιώνει ἀπὸ τοὺς ἐμπόρους παλαιὰς ὀφειλὰς ἀπὸ δώδεκα ἐτῶν. Ὁ Ἐμπορικὸς Σύλλογος Θεσσαλονίκης διαμαρτύρεται διότι ἡ Ἐργατικὴ Ἑστία ἀξιώνει ἀπὸ τοὺς ἐμπόρους παλαιὰς ὀφειλὰς ἀπὸ δώδεκα ἐτῶν.	[880, 78, 1019, 236]
notice-body: Ἐπαναλαμβάνεται ἡ προκηρυχθεῖσα διὰ φορέως ἐκποίησις δένδρων τοῦ ἀγροῦ ἐν τῇ περιφερείᾳ τῆς κοινότητος. Ἐπαναλαμβάνεται ἡ προκηρυχθεῖσα διὰ φορέως ἐκποίησις δένδρων τοῦ ἀγροῦ ἐν τῇ περιφερείᾳ τῆς κοινότητος.	[222, 148, 408, 212]
column-news-2: ΥΦΑΣΜΑΤΟΠΩΛΗΣ ΤΗΣ ΔΡΑΜΑΣ ΗΥΤΟΚΤΟΝΗΣΕ ΔΡΑΜΑ, 17.— Τὴν 10ην πρωϊνὴν σήμερον ἔθεσε τέρμα εἰς τὴν ζωήν του ὁ ὑφασματοπώλης Χρῆστος Σαλάμης, ἐτῶν 60, διὰ κρεμάσεως, ἕνεκα οἰκονομικῶν δυσχερειῶν. ΔΡΑΜΑ, 17.— Τὴν 10ην πρωϊνὴν σήμερον ἔθεσε τέρμα εἰς τὴν ζωήν του ὁ ὑφασματοπώλης Χρῆστος Σαλάμης, ἐτῶν 60, διὰ κρεμάσεως, ἕνεκα οἰκονομικῶν δυσχερειῶν. ΔΡΑΜΑ, 17.— Τὴν 10ην πρωϊνὴν σήμερον ἔθεσε τέρμα εἰς τὴν ζωήν του ὁ ὑφασματοπώλης Χρῆστος Σαλάμης, ἐτῶν 60, διὰ κρεμάσεως, ἕνεκα οἰκονομικῶν δυσχερειῶν. ΑΙ ΑΙΘΟΥΣΑΙ ΤΩΝ ΣΧΟΛΕΙΩΝ ΘΑ ΧΡΗΣΙΜΟΠΟΙΟΥΝΤΑΙ ΥΠΟ ΤΩΝ ΚΑΤΟΙΚΗΣΕΩΝ ΑΘΗΝΑΙ, 17.— Αἱ σχολικαὶ αἴθουσαι θὰ χρησιμοποιοῦνται κατὰ τὰς ἀπογευματινὰς ὥρας ὑπὸ τῶν ἐνοριακῶν συλλόγων διὰ διαλέξεις καὶ μορφωτικὰς ἐκδηλώσεις. ΑΘΗΝΑΙ, 17.— Αἱ σχολικαὶ αἴθουσαι θὰ χρησιμοποιοῦνται κατὰ τὰς ἀπογευματινὰς ὥρας ὑπὸ τῶν ἐνοριακῶν συλλόγων διὰ διαλέξεις καὶ μορφωτικὰς ἐκδηλώσεις. ΑΥΞΑΝΟΝΤΑΙ ΑΙ ΟΡΓΑΝΙΚΑΙ ΘΕΣΕΙΣ ΤΩΝ ΤΑΧΥΔΡΟΜΙΚΩΝ ΑΘΗΝΑΙ, 17.— Ἐγκρίθη ὑπὸ τοῦ ὑπουργικοῦ συμβουλίου ἡ αὔξησις τῶν ὀργανικῶν θέσεων τοῦ προσωπικοῦ τῶν ταχυδρομείων. ΑΘΗΝΑΙ, 17.— Ἐγκρίθη ὑπὸ τοῦ ὑπουργικοῦ συμβουλίου ἡ αὔξησις τῶν ὀργανικῶν θέσεων τοῦ προσωπικοῦ τῶν ταχυδρομείων. ΠΛΗΡΩΣΙΣ ΘΕΣΕΩΝ ΕΙΣ ΤΟ ΣΑΝΑΤΟΡΙΟΝ ΤΟΥ ΑΣΒΕΣΤΟΧΩΡΙΟΥ Τὸ διοικητικὸν συμβούλιον τοῦ Σανατορίου Ἀσβεστοχωρίου προκηρύσσει πλήρωσιν θέσεων νοσοκόμων. Τὸ διοικητικὸν συμβούλιον τοῦ Σανατορίου Ἀσβεστοχωρίου προκηρύσσει πλήρωσιν θέσεων νοσοκόμων. Ὁ Πρόεδρος Π. ΟΙΚΟΝΟΜΟΠΟΥΛΟΣ ΤΟ ΧΡΗΜΑΤΙΣΤΗΡΙΟΝ ΤΩΝ ΕΜΠΟΡΕΥΜΑΤΩΝ 17 ΦΕΒΡΟΥΑΡΙΟΥ Σκληρὸς Αὐστρ. 4.05 Ἐξαγωγὴ εἰσαγ. 4.10 Ἀλεύρι 70% 4.65 Ἀρακάδια 3.55 Ἀλεύρι 72% 3.58 Ἀλεύρι 785 μάλαν 3.75 Τράνζι Τ.Α. 3.97 Σίτος ἐγχώριος 3.80 Κριθὴ 2.80 Ἀραβόσιτος 2.55 Βρώμη 2.40 Φακὴ Πιρείας 5.50 ΣΠΟΡΟΙ ΕΛΑΙΩΔΕΙΣ Βαμβακόσπορος 3.10 — 3.15 Κοκκινόσπορος 5.00 Σουσάμι 9.30 — 9.45 ΕΛΑΙΑ — ΣΑΠΩΝΕΣ — ΕΛΑΙΑΙ Ἐλαιόλαδον 1ο 21.70 Ἐλαιόλαδον 2ο 21.50 Σαπούνι 20.60 Ἐλαῖαι Καλαμ. 15.50—16.80 ΟΡΥΖΑ — ΖΑΧΑΡΙΣ — ΚΑΦΕΣ Ὄρυζα Βαλένσια 6.70 — 6.80 Ζάχαρις κρυστάλ. 12.40 — 12.70 Καφὲς Ν3 57.00 Καφὲς Ν4 56.00 ΣΑΚΚΟΙ ΚΕΝΟΙ ΞΗΡΟΙ ΚΑΡΠΟΙ ΒΑΜΒΑΞ Σέρραιος Α' 8.20 Σέρραιος Β' 21.50 Λευκὸς 5.70 ΠΕΡΙΛΗΨΙΣ Προκηρύσσεται ἐκποίησις διὰ φανεροῦ πλειοδοτικοῦ διαγωνισμοῦ ἀκινήτου τοῦ ὀφειλέτου εἰς τὴν περιοχὴν τοῦ δήμου Θεσσαλονίκης. Προκηρύσσεται ἐκποίησις διὰ φανεροῦ πλειοδοτικοῦ διαγωνισμοῦ ἀκινήτου τοῦ ὀφειλέτου εἰς τὴν περιοχὴν τοῦ δήμου Θεσσαλονίκης. Προκηρύσσεται ἐκποίησις διὰ φανεροῦ πλειοδοτικοῦ διαγωνισμοῦ ἀκινήτου τοῦ ὀφειλέτου εἰς τὴν περιοχὴν τοῦ δήμου Θεσσαλονίκης. Προκηρύσσεται ἐκποίησις διὰ φανεροῦ πλειοδοτικοῦ διαγωνισμοῦ ἀκινήτου τοῦ ὀφειλέτου εἰς τὴν περιοχὴν τοῦ δήμου Θεσσαλονίκης. ΧΕΙΡΟΥΡΓΙΚΗ ΚΛΙΝΙΚΗ ΣΠ. ΜΙΧΑΗΛΙΔΗ Πλατεία Ἁγ. Σοφίας - Προξένου Κορομηλᾶ 2. Τηλ. 27-850 ΘΕΟΔΩΡΟΣ Χ. ΚΑΒΑΚΟΠΟΥΛΟΣ ΙΑΤΡΟΣ ΩΤΟΡΙΝΟΛΑΡΥΓΓΟΛΟΓΟΣ Ἁγίας Σοφίας 9 — Δέχεται 5—7 μ.μ. Τηλ. 71-864	[419, 34, 629, 1240]
nivea-illustration	[27, 929, 408, 1321]
article-body: ΔΡΑΜΑ, 17.— Τὴν 10ην πρωϊνὴν σήμερον ἔθεσε τέρμα εἰς τὴν ζωήν του ὁ ὑφασματοπώλης Χρῆστος Σαλάμης, ἐτῶν 60, διὰ κρεμάσεως, ἕνεκα οἰκονομικῶν δυσχερειῶν. ΔΡΑΜΑ, 17.— Τὴν 10ην πρωϊνὴν σήμερον ἔθεσε τέρμα εἰς τὴν ζωήν του ὁ ὑφασματοπώλης Χρῆστος Σαλάμης, ἐτῶν 60, διὰ κρεμάσεως, ἕνεκα οἰκονομικῶν δυσχερειῶν. ΔΡΑΜΑ, 17.— Τὴν 10ην πρωϊνὴν σήμερον ἔθεσε τέρμα εἰς τὴν ζωήν του ὁ ὑφασματοπώλης Χρῆστος Σαλάμης, ἐτῶν 60, διὰ κρεμάσεως, ἕνεκα οἰκονομικῶν δυσχερειῶν.	[419, 65, 629, 192]
article-title: ΑΥΞΑΝΟΝΤΑΙ ΑΙ ΟΡΓΑΝΙΚΑΙ ΘΕΣΕΙΣ ΤΩΝ ΤΑΧΥΔΡΟΜΙΚΩΝ	[422, 339, 626, 367]
notice-title: ΠΡΟΜΗΘΕΙΑ ΧΥΤΟΣΙΔΗΡΩΝ ΤΕΜΑΧΙΩΝ	[47, 248, 193, 269]
linguaphone-coupon: LINGUAPHONE ΟΝΟΜΑ ΔΙΕΥΘΥΝΣΙΣ ΕΠΑΓΓΕΛΜΑ	[1019, 700, 1205, 762]
column-ads: Ὁ Ἐμπορικὸς Σύλλογος Θεσσαλονίκης διαμαρτύρεται διότι ἡ Ἐργατικὴ Ἑστία ἀξιώνει ἀπὸ τοὺς ἐμπόρους παλαιὰς ὀφειλὰς ἀπὸ δώδεκα ἐτῶν. Ἀποφασίσθη ἡ ἐκτέλεσις ἔργων συντηρήσεως θόλων εἰς τὴν πόλιν, διὰ τὴν προστασίαν τῶν ἱστορικῶν μνημείων. Ὁ Ἐμπορικὸς Σύλλογος Θεσσαλονίκης διαμαρτύρεται διότι ἡ Ἐργατικὴ Ἑστία ἀξιώνει ἀπὸ τοὺς ἐμπόρους παλαιὰς ὀφειλὰς ἀπὸ δώδεκα ἐτῶν. — ΔΕΥΤΕΡΑΝ — ΗΛΥΣΙΑ Η « ΑΡΘΟΥΡ ΡΑΝΚ » ΠΑΡΟΥΣΙΑΖΕΙ ΜΕ ΤΕΧΝΙΧΡΩΜΙΑ ΕΝΑ ΜΟΝΑΔΙΚΟ ΘΕΑΜΑ ΤΑ ΜΠΑΛΛΕΤΑ ΜΠΟΛΣΟ·Ι ΕΓΧΡΩΜΟΝ ΜΕ ΤΗΝ ΑΠΑΡΑΜΙΛΛΗ ΠΡΩΤΗ ΧΟΡΕΥΤΡΙΑ ΓΚΑΛΙΝΑ ΟΥΛΑΝΟΒΑ Ὁ φίλος τοῦ κινηματογράφου θὰ γνωρίσῃ τὸν μεγάλον τῆς σοβιετικῆς χορογραφίας ΑΠΟΛΑΥΣΗ ΤΗΣ ΖΩΗΣ ΤΟΥΣ ΤΑ ΜΠΑΛΛΕΤΑ ΜΠΟΛΣΟ·Ι Λίγο λέξεις θὰ προκαλέσουν ποιοτικὴ ἐντύπωσιν. Ἐπισκεφθῆτε μας ΠΕΝΤΕ ΣΥΝΕΧΕΙΣ ΕΒΔΟΜΑΔΕΣ LINGUAPHONE ΑΓΓΛΙΚΑ ΓΑΛΛΙΚΑ ΓΕΡΜΑΝΙΚΑ ΙΤΑΛΙΚΑ (34 ΓΛΩΣΣΕΣ) Μαθαίνετε σπίτι σας ἄνετα, γρήγορα, καὶ εὐχάριστα. Ζητήσατε ἀπὸ τὸ κατάστημά μας τὸ δωρεάν καὶ ἀνάγνωση δωρεὰν ἐπιστολὴ. LINGUAPHONE ΟΝΟΜΑ ΔΙΕΥΘΥΝΣΙΣ ΕΠΑΓΓΕΛΜΑ	[1019, 29, 1205, 762]
market-row: Σίτος ἐγχώριος 3.80	[419, 673, 629, 683]
notice-body: ΔΡΑΜΑ, 17.— Τὴν 10ην πρωϊνὴν σήμερον ἔθεσε τέρμα εἰς τὴν ζωήν του ὁ ὑφασματοπώλης Χρῆστος Σαλάμης, ἐτῶν 60, διὰ κρεμάσεως, ἕνεκα οἰκονομικῶν δυσχερειῶν.	[222, 78, 408, 129]
nivea-footer: ΠΡΟΪΟΝ ΤΟΥ ΟΙΚΟΥ BEIERSDORF - ΓΕΡΜΑΝΙΑΣ	[27, 1569, 408, 1585]
notice-left	[27, 78, 213, 612]
market-table	[419, 788, 629, 827]
notice-signature: Ἡ Ἐπιτροπὴ ΓΕΩΡΓΙΟΣ ΧΑΤΖΗΓΕΩΡΓΙΟΥ	[238, 213, 408, 223]
market-table	[419, 741, 629, 770]
notice-body: Ἡ Σκωλήκια Ἐρευνῶν καὶ Ἀμύνης Θεσσαλονίκης διακηρύσσει ὅτι τὴν 27ην Φεβρουαρίου 1959 ἡμέραν Πέμπτην καὶ ὥραν 11 π.μ. ἐκτίθεται εἰς τὸν προφορικὸν μειοδοτικὸν διαγωνισμὸν ἡ προμήθεια 40 τόννων ἀκαθάρτου πετρελαίου. Ἡ Σκωλήκια Ἐρευνῶν καὶ Ἀμύνης Θεσσαλονίκης διακηρύσσει ὅτι τὴν 27ην Φεβρουαρίου 1959 ἡμέραν Πέμπτην καὶ ὥραν 11 π.μ. ἐκτίθεται εἰς τὸν προφορικὸν μειοδοτικὸν διαγωνισμὸν ἡ προμήθεια 40 τόννων ἀκαθάρτου πετρελαίου.	[27, 107, 213, 232]
market-row: Βρώμη 2.40	[419, 703, 629, 713]
market-row: Ὄρυζα Βαλένσια 6.70 — 6.80	[419, 845, 629, 855]
notice-signature: Ὁ Διευθυντὴς ΧΡΗΣΤ. ΒΑΣΙΛΕΙΑΔΗΣ	[259, 472, 408, 482]
propo-banner-bottom: ΠΡΟ-ΠΟ	[637, 2148, 1019, 2212]
auto-title: ΤΑ ΠΙΣΤΟΠΟΙΗΤΙΚΑ ΕΚΤΕΛΩΝΙΣΜΟΥ ΤΩΝ ΑΥΤΟΚΙΝΗΤΩΝ	[1207, 345, 1566, 363]
sport-headline: ΣΥΝΑΝΤΑ ΤΟΝ «ΠΑΝΑΙΓΙΑΛΕΙΟΝ»	[678, 432, 1004, 463]
ate-logo: ΑΤΕ	[1319, 1630, 1454, 1701]
